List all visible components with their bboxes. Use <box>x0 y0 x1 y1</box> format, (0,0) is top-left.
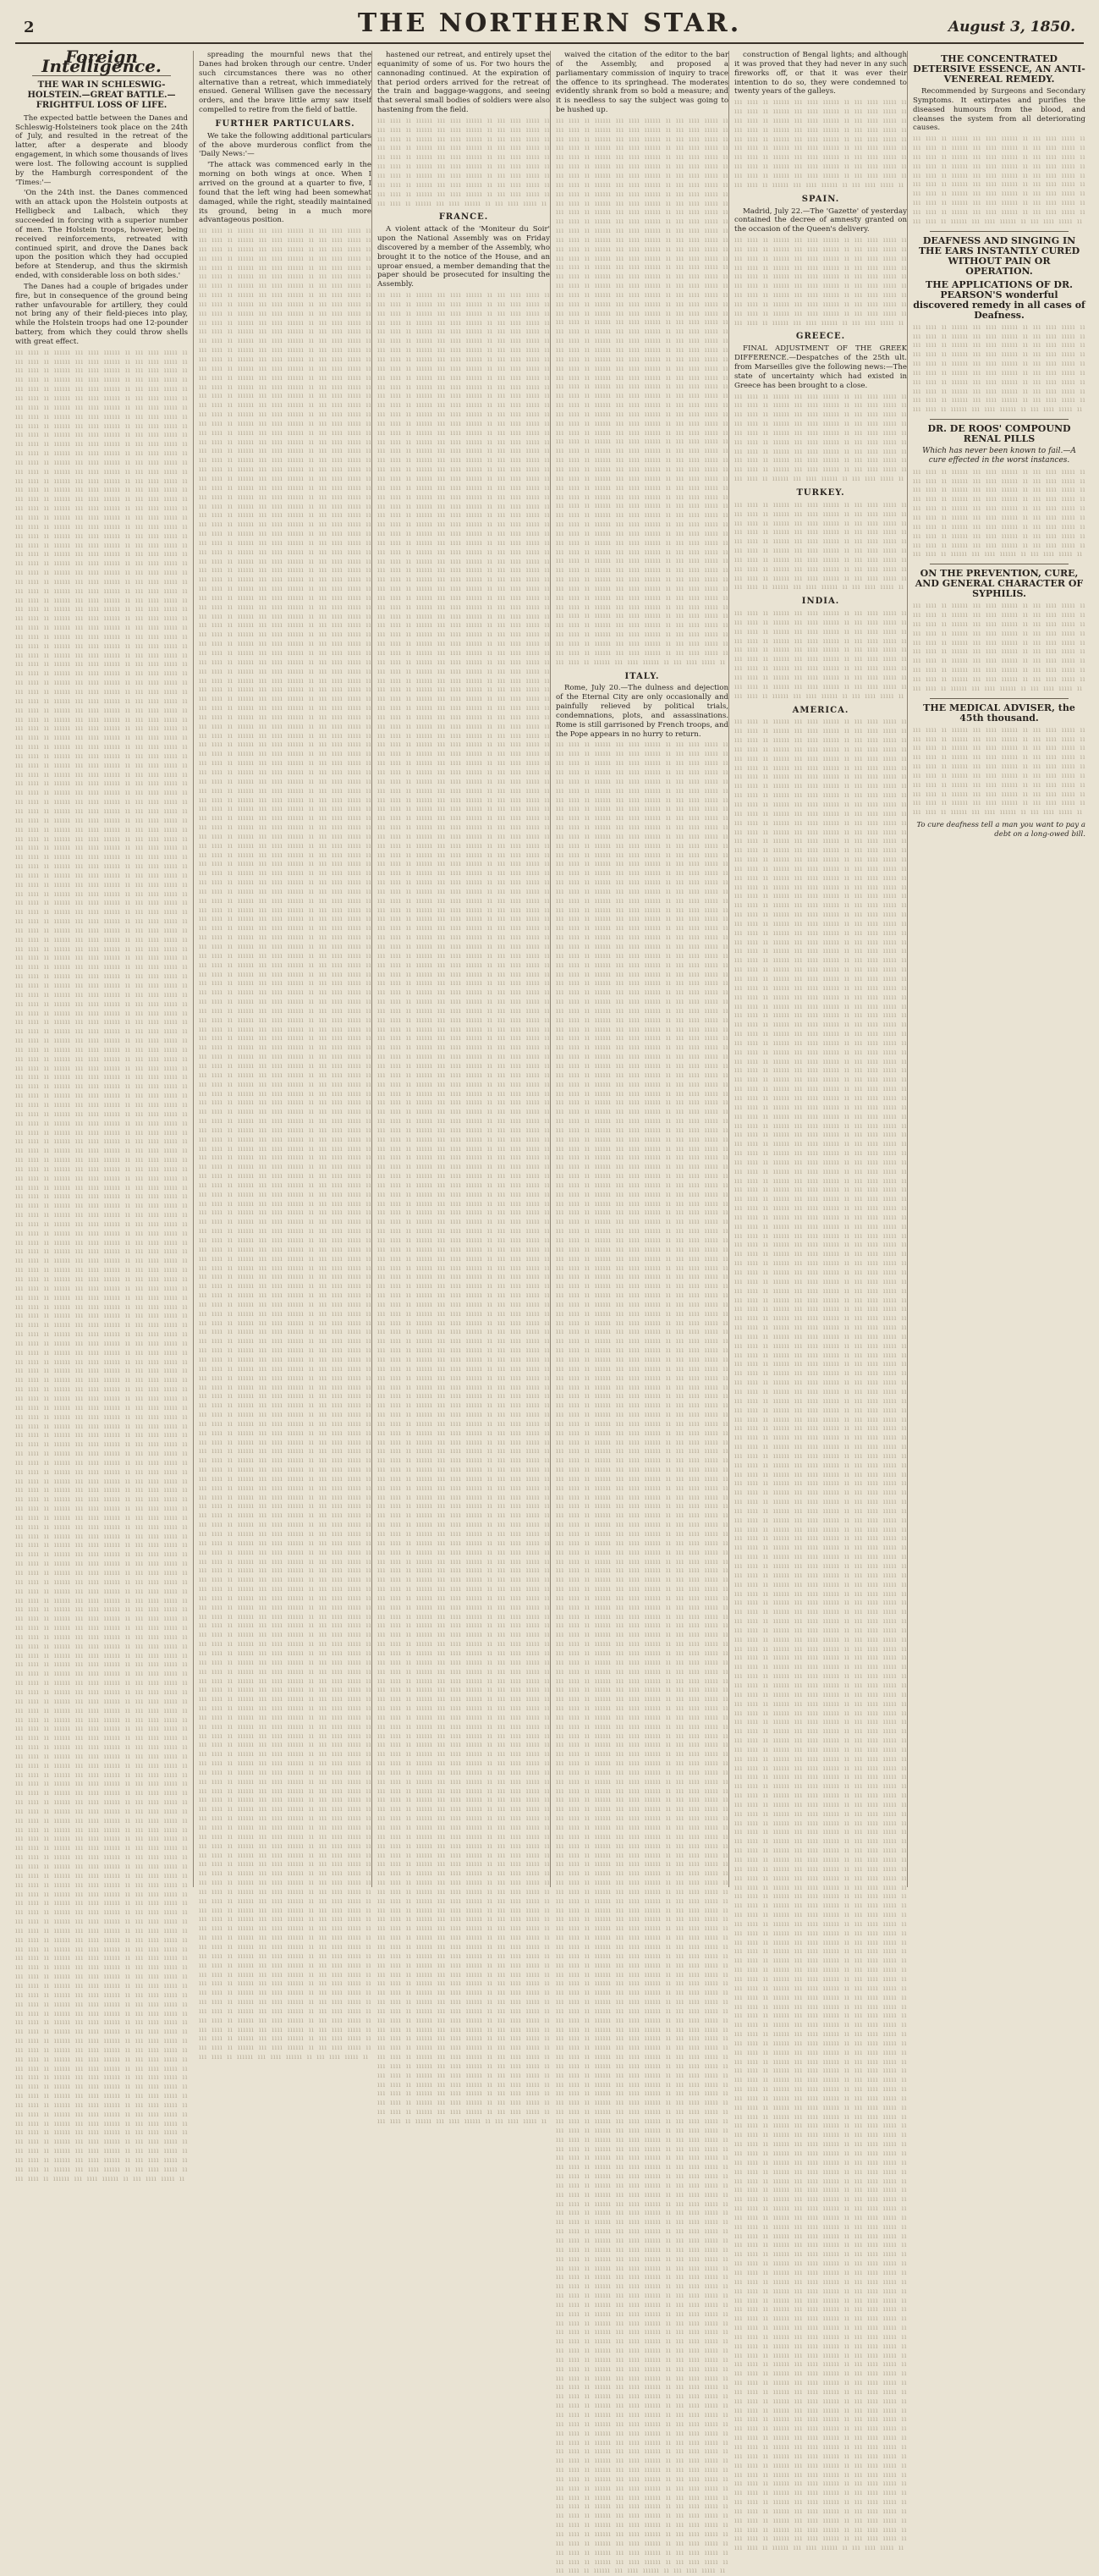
column-5 <box>728 51 907 2553</box>
subhead-france: FRANCE. <box>438 212 489 223</box>
ad-headline: THE CONCENTRATED DETERSIVE ESSENCE, AN ANTI-VENEREAL REMEDY. <box>913 53 1085 85</box>
body-text-filler: ııı ıııı ıı ıııııı ııı ıııı ıııııı ıı ııı ıııı ııııı ıı ııı ıııı ıı ıııııı ııı ıııı ıııııı ıı ııı ıııı ııııı ıı ııı ıııı ıı ıııııı ııı ıııı ıııııı ıı ııı ıııı ııııı ıı ııı ıııı ıı ıııııı ııı ıııı ıııııı ıı ııı ıııı ııııı ıı ııı ıııı ıı ıııııı ııı ıııı ıııııı ıı ııı ıııı ııııı ıı ııı ıııı ıı ıııııı ııı ıııı ıııııı ıı ııı ıııı ııııı ıı ııı ıııı ıı ıııııı ııı ıııı ıııııı ıı ııı ıııı ııııı ıı ııı ıııı ıı ıııııı ııı ıııı ıııııı ıı ııı ıııı ııııı ıı ııı ıııı ıı ıııııı ııı ıııı ıııııı ıı ııı ıııı ııııı ıı ııı ıııı ıı ıııııı ııı ıııı ıııııı ıı ııı ıııı ııııı ıı <box>734 98 907 190</box>
article-paragraph: A violent attack of the 'Moniteur du Soir' upon the National Assembly was on Friday discovered by a member of the Assembly, who brought it to the notice of the House, and an uproar ensued, a member demanding that the paper should be prosecuted for insulting the Assembly. <box>377 225 550 289</box>
subhead-italy: ITALY. <box>624 671 660 681</box>
ad-headline: DR. DE ROOS' COMPOUND RENAL PILLS <box>927 423 1071 445</box>
ad-body: Recommended by Surgeons and Secondary Symptoms. It extirpates and purifies the diseased humours from the blood, and cleanses the system from all deteriorating causes. <box>913 87 1085 133</box>
section-title-foreign-intelligence: Foreign Intelligence. <box>41 47 162 76</box>
article-columns <box>15 47 1085 2576</box>
subhead-greece: GREECE. <box>795 332 846 342</box>
body-text-filler: ııı ıııı ıı ıııııı ııı ıııı ıııııı ıı ııı ıııı ııııı ıı ııı ıııı ıı ıııııı ııı ıııı ıııııı ıı ııı ıııı ııııı ıı ııı ıııı ıı ıııııı ııı ıııı ıııııı ıı ııı ıııı ııııı ıı ııı ıııı ıı ıııııı ııı ıııı ıııııı ıı ııı ıııı ııııı ıı ııı ıııı ıı ıııııı ııı ıııı ıııııı ıı ııı ıııı ııııı ıı ııı ıııı ıı ıııııı ııı ıııı ıııııı ıı ııı ıııı ııııı ıı ııı ıııı ıı ıııııı ııı ıııı ıııııı ıı ııı ıııı ııııı ıı ııı ıııı ıı ıııııı ııı ıııı ıııııı ıı ııı ıııı ııııı ıı ııı ıııı ıı ıııııı ııı ıııı ıııııı ıı ııı ıııı ııııı ıı ııı ıııı ıı ıııııı ııı ıııı ıııııı ıı ııı ıııı ııııı ıı <box>913 725 1085 817</box>
body-text-filler: ııı ıııı ıı ıııııı ııı ıııı ıııııı ıı ııı ıııı ııııı ıı ııı ıııı ıı ıııııı ııı ıııı ıııııı ıı ııı ıııı ııııı ıı ııı ıııı ıı ıııııı ııı ıııı ıııııı ıı ııı ıııı ııııı ıı ııı ıııı ıı ıııııı ııı ıııı ıııııı ıı ııı ıııı ııııı ıı ııı ıııı ıı ıııııı ııı ıııı ıııııı ıı ııı ıııı ııııı ıı ııı ıııı ıı ıııııı ııı ıııı ıııııı ıı ııı ıııı ııııı ıı ııı ıııı ıı ıııııı ııı ıııı ıııııı ıı ııı ıııı ııııı ıı ııı ıııı ıı ıııııı ııı ıııı ıııııı ıı ııı ıııı ııııı ıı ııı ıııı ıı ıııııı ııı ıııı ıııııı ıı ııı ıııı ııııı ıı ııı ıııı ıı ıııııı ııı ıııı ıııııı ıı ııı ıııı ııııı ıı <box>913 602 1085 693</box>
body-text-filler: ııı ıııı ıı ıııııı ııı ıııı ıııııı ıı ııı ıııı ııııı ıı ııı ıııı ıı ıııııı ııı ıııı ıııııı ıı ııı ıııı ııııı ıı ııı ıııı ıı ıııııı ııı ıııı ıııııı ıı ııı ıııı ııııı ıı ııı ıııı ıı ıııııı ııı ıııı ıııııı ıı ııı ıııı ııııı ıı ııı ıııı ıı ıııııı ııı ıııı ıııııı ıı ııı ıııı ııııı ıı ııı ıııı ıı ıııııı ııı ıııı ıııııı ıı ııı ıııı ııııı ıı ııı ıııı ıı ıııııı ııı ıııı ıııııı ıı ııı ıııı ııııı ıı ııı ıııı ıı ıııııı ııı ıııı ıııııı ıı ııı ıııı ııııı ıı ııı ıııı ıı ıııııı ııı ıııı ıııııı ıı ııı ıııı ııııı ıı ııı ıııı ıı ıııııı ııı ıııı ıııııı ıı ııı ıııı ııııı ıı <box>377 116 550 208</box>
issue-date: August 3, 1850. <box>948 19 1075 36</box>
article-paragraph: 'The attack was commenced early in the morning on both wings at once. When I arrived on the ground at a quarter to five, I found that the left wing had been somewhat damaged, while the right, steadily maintained its ground, being in a much more advantageous position. <box>199 161 371 225</box>
column-3 <box>371 51 550 2126</box>
body-text-filler: ııı ıııı ıı ıııııı ııı ıııı ıııııı ıı ııı ıııı ııııı ıı ııı ıııı ıı ıııııı ııı ıııı ıııııı ıı ııı ıııı ııııı ıı ııı ıııı ıı ıııııı ııı ıııı ıııııı ıı ııı ıııı ııııı ıı ııı ıııı ıı ıııııı ııı ıııı ıııııı ıı ııı ıııı ııııı ıı ııı ıııı ıı ıııııı ııı ıııı ıııııı ıı ııı ıııı ııııı ıı ııı ıııı ıı ıııııı ııı ıııı ıııııı ıı ııı ıııı ııııı ıı ııı ıııı ıı ıııııı ııı ıııı ıııııı ıı ııı ıııı ııııı ıı ııı ıııı ıı ıııııı ııı ıııı ıııııı ıı ııı ıııı ııııı ıı ııı ıııı ıı ıııııı ııı ıııı ıııııı ıı ııı ıııı ııııı ıı ııı ıııı ıı ıııııı ııı ıııı ıııııı ıı ııı ıııı ııııı ıı ııı ıııı ıı ıııııı ııı ıııı ıııııı ıı ııı ıııı ııııı ıı ııı ıııı ıı ıııııı ııı ıııı ıııııı ıı ııı ıııı ııııı ıı ııı ıııı ıı ıııııı ııı ıııı ıııııı ıı ııı ıııı ııııı ıı ııı ıııı ıı ıııııı ııı ıııı ıııııı ıı ııı ıııı ııııı ıı ııı ıııı ıı ıııııı ııı ıııı ıııııı ıı ııı ıııı ııııı ıı ııı ıııı ıı ıııııı ııı ıııı ıııııı ıı ııı ıııı ııııı ıı ııı ıııı ıı ıııııı ııı ıııı ıııııı ıı ııı ıııı ııııı ıı ııı ıııı ıı ıııııı ııı ıııı ıııııı ıı ııı ıııı ııııı ıı ııı ıııı ıı ıııııı ııı ıııı ıııııı ıı ııı ıııı ııııı ıı ııı ıııı ıı ıııııı ııı ıııı ıııııı ıı ııı ıııı ııııı ıı ııı ıııı ıı ıııııı ııı ıııı ıııııı ıı ııı ıııı ııııı ıı ııı ıııı ıı ıııııı ııı ıııı ıııııı ıı ııı ıııı ııııı ıı ııı ıııı ıı ıııııı ııı ıııı ıııııı ıı ııı ıııı ııııı ıı ııı ıııı ıı ıııııı ııı ıııı ıııııı ıı ııı ıııı ııııı ıı ııı ıııı ıı ıııııı ııı ıııı ıııııı ıı ııı ıııı ııııı ıı ııı ıııı ıı ıııııı ııı ıııı ıııııı ıı ııı ıııı ııııı ıı ııı ıııı ıı ıııııı ııı ıııı ıııııı ıı ııı ıııı ııııı ıı ııı ıııı ıı ıııııı ııı ıııı ıııııı ıı ııı ıııı ııııı ıı ııı ıııı ıı ıııııı ııı ıııı ıııııı ıı ııı ıııı ııııı ıı ııı ıııı ıı ıııııı ııı ıııı ıııııı ıı ııı ıııı ııııı ıı ııı ıııı ıı ıııııı ııı ıııı ıııııı ıı ııı ıııı ııııı ıı ııı ıııı ıı ıııııı ııı ıııı ıııııı ıı ııı ıııı ııııı ıı ııı ıııı ıı ıııııı ııı ıııı ıııııı ıı ııı ıııı ııııı ıı ııı ıııı ıı ıııııı ııı ıııı ıııııı ıı ııı ıııı ııııı ıı ııı ıııı ıı ıııııı ııı ıııı ıııııı ıı ııı ıııı ııııı ıı ııı ıııı ıı ıııııı ııı ıııı ıııııı ıı ııı ıııı ııııı ıı ııı ıııı ıı ıııııı ııı ıııı ıııııı ıı ııı ıııı ııııı ıı ııı ıııı ıı ıııııı ııı ıııı ıııııı ıı ııı ıııı ııııı ıı ııı ıııı ıı ıııııı ııı ıııı ıııııı ıı ııı ıııı ııııı ıı ııı ıııı ıı ıııııı ııı ıııı ıııııı ıı ııı ıııı ııııı ıı ııı ıııı ıı ıııııı ııı ıııı ıııııı ıı ııı ıııı ııııı ıı ııı ıııı ıı ıııııı ııı ıııı ıııııı ıı ııı ıııı ııııı ıı ııı ıııı ıı ıııııı ııı ıııı ıııııı ıı ııı ıııı ııııı ıı ııı ıııı ıı ıııııı ııı ıııı ıııııı ıı ııı ıııı ııııı ıı ııı ıııı ıı ıııııı ııı ıııı ıııııı ıı ııı ıııı ııııı ıı ııı ıııı ıı ıııııı ııı ıııı ıııııı ıı ııı ıııı ııııı ıı ııı ıııı ıı ıııııı ııı ıııı ıııııı ıı ııı ıııı ııııı ıı ııı ıııı ıı ıııııı ııı ıııı ıııııı ıı ııı ıııı ııııı ıı ııı ıııı ıı ıııııı ııı ıııı ıııııı ıı ııı ıııı ııııı ıı ııı ıııı ıı ıııııı ııı ıııı ıııııı ıı ııı ıııı ııııı ıı ııı ıııı ıı ıııııı ııı ıııı ıııııı ıı ııı ıııı ııııı ıı ııı ıııı ıı ıııııı ııı ıııı ıııııı ıı ııı ıııı ııııı ıı ııı ıııı ıı ıııııı ııı ıııı ıııııı ıı ııı ıııı ııııı ıı ııı ıııı ıı ıııııı ııı ıııı ıııııı ıı ııı ıııı ııııı ıı ııı ıııı ıı ıııııı ııı ıııı ıııııı ıı ııı ıııı ııııı ıı ııı ıııı ıı ıııııı ııı ıııı ıııııı ıı ııı ıııı ııııı ıı ııı ıııı ıı ıııııı ııı ıııı ıııııı ıı ııı ıııı ııııı ıı ııı ıııı ıı ıııııı ııı ıııı ıııııı ıı ııı ıııı ııııı ıı ııı ıııı ıı ıııııı ııı ıııı ıııııı ıı ııı ıııı ııııı ıı ııı ıııı ıı ıııııı ııı ıııı ıııııı ıı ııı ıııı ııııı ıı ııı ıııı ıı ıııııı ııı ıııı ıııııı ıı ııı ıııı ııııı ıı ııı ıııı ıı ıııııı ııı ıııı ıııııı ıı ııı ıııı ııııı ıı ııı ıııı ıı ıııııı ııı ıııı ıııııı ıı ııı ıııı ııııı ıı ııı ıııı ıı ıııııı ııı ıııı ıııııı ıı ııı ıııı ııııı ıı ııı ıııı ıı ıııııı ııı ıııı ıııııı ıı ııı ıııı ııııı ıı ııı ıııı ıı ıııııı ııı ıııı ıııııı ıı ııı ıııı ııııı ıı ııı ıııı ıı ıııııı ııı ıııı ıııııı ıı ııı ıııı ııııı ıı ııı ıııı ıı ıııııı ııı ıııı ıııııı ıı ııı ıııı ııııı ıı ııı ıııı ıı ıııııı ııı ıııı ıııııı ıı ııı ıııı ııııı ıı ııı ıııı ıı ıııııı ııı ıııı ıııııı ıı ııı ıııı ııııı ıı ııı ıııı ıı ıııııı ııı ıııı ıııııı ıı ııı ıııı ııııı ıı ııı ıııı ıı ıııııı ııı ıııı ıııııı ıı ııı ıııı ııııı ıı ııı ıııı ıı ıııııı ııı ıııı ıııııı ıı ııı ıııı ııııı ıı ııı ıııı ıı ıııııı ııı ıııı ıııııı ıı ııı ıııı ııııı ıı ııı ıııı ıı ıııııı ııı ıııı ıııııı ıı ııı ıııı ııııı ıı ııı ıııı ıı ıııııı ııı ıııı ıııııı ıı ııı ıııı ııııı ıı ııı ıııı ıı ıııııı ııı ıııı ıııııı ıı ııı ıııı ııııı ıı ııı ıııı ıı ıııııı ııı ıııı ıııııı ıı ııı ıııı ııııı ıı ııı ıııı ıı ıııııı ııı ıııı ıııııı ıı ııı ıııı ııııı ıı ııı ıııı ıı ıııııı ııı ıııı ıııııı ıı ııı ıııı ııııı ıı ııı ıııı ıı ıııııı ııı ıııı ıııııı ıı ııı ıııı ııııı ıı ııı ıııı ıı ıııııı ııı ıııı ıııııı ıı ııı ıııı ııııı ıı ııı ıııı ıı ıııııı ııı ıııı ıııııı ıı ııı ıııı ııııı ıı ııı ıııı ıı ıııııı ııı ıııı ıııııı ıı ııı ıııı ııııı ıı ııı ıııı ıı ıııııı ııı ıııı ıııııı ıı ııı ıııı ııııı ıı ııı ıııı ıı ıııııı ııı ıııı ıııııı ıı ııı ıııı ııııı ıı ııı ıııı ıı ıııııı ııı ıııı ıııııı ıı ııı ıııı ııııı ıı ııı ıııı ıı ıııııı ııı ıııı ıııııı ıı ııı ıııı ııııı ıı ııı ıııı ıı ıııııı ııı ıııı ıııııı ıı ııı ıııı ııııı ıı ııı ıııı ıı ıııııı ııı ıııı ıııııı ıı ııı ıııı ııııı ıı ııı ıııı ıı ıııııı ııı ıııı ıııııı ıı ııı ıııı ııııı ıı ııı ıııı ıı ıııııı ııı ıııı ıııııı ıı ııı ıııı ııııı ıı ııı ıııı ıı ıııııı ııı ıııı ıııııı ıı ııı ıııı ııııı ıı ııı ıııı ıı ıııııı ııı ıııı ıııııı ıı ııı ıııı ııııı ıı ııı ıııı ıı ıııııı ııı ıııı ıııııı ıı ııı ıııı ııııı ıı ııı ıııı ıı ıııııı ııı ıııı ıııııı ıı ııı ıııı ııııı ıı ııı ıııı ıı ıııııı ııı ıııı ıııııı ıı ııı ıııı ııııı ıı ııı ıııı ıı ıııııı ııı ıııı ıııııı ıı ııı ıııı ııııı ıı ııı ıııı ıı ıııııı ııı ıııı ıııııı ıı ııı ıııı ııııı ıı ııı ıııı ıı ıııııı ııı ıııı ıııııı ıı ııı ıııı ııııı ıı ııı ıııı ıı ıııııı ııı ıııı ıııııı ıı ııı ıııı ııııı ıı ııı ıııı ıı ıııııı ııı ıııı ıııııı ıı ııı ıııı ııııı ıı ııı ıııı ıı ıııııı ııı ıııı ıııııı ıı ııı ıııı ııııı ıı ııı ıııı ıı ıııııı ııı ıııı ıııııı ıı ııı ıııı ııııı ıı ııı ıııı ıı ıııııı ııı ıııı ıııııı ıı ııı ıııı ııııı ıı ııı ıııı ıı ıııııı ııı ıııı ıııııı ıı ııı ıııı ııııı ıı ııı ıııı ıı ıııııı ııı ıııı ıııııı ıı ııı ıııı ııııı ıı ııı ıııı ıı ıııııı ııı ıııı ıııııı ıı ııı ıııı ııııı ıı ııı ıııı ıı ıııııı ııı ıııı ıııııı ıı ııı ıııı ııııı ıı ııı ıııı ıı ıııııı ııı ıııı ıııııı ıı ııı ıııı ııııı ıı ııı ıııı ıı ıııııı ııı ıııı ıııııı ıı ııı ıııı ııııı ıı ııı ıııı ıı ıııııı ııı ıııı ıııııı ıı ııı ıııı ııııı ıı ııı ıııı ıı ıııııı ııı ıııı ıııııı ıı ııı ıııı ııııı ıı ııı ıııı ıı ıııııı ııı ıııı ıııııı ıı ııı ıııı ııııı ıı ııı ıııı ıı ıııııı ııı ıııı ıııııı ıı ııı ıııı ııııı ıı ııı ıııı ıı ıııııı ııı ıııı ıııııı ıı ııı ıııı ııııı ıı ııı ıııı ıı ıııııı ııı ıııı ıııııı ıı ııı ıııı ııııı ıı ııı ıııı ıı ıııııı ııı ıııı ıııııı ıı ııı ıııı ııııı ıı ııı ıııı ıı ıııııı ııı ıııı ıııııı ıı ııı ıııı ııııı ıı ııı ıııı ıı ıııııı ııı ıııı ıııııı ıı ııı ıııı ııııı ıı ııı ıııı ıı ıııııı ııı ıııı ıııııı ıı ııı ıııı ııııı ıı ııı ıııı ıı ıııııı ııı ıııı ıııııı ıı ııı ıııı ııııı ıı ııı ıııı ıı ıııııı ııı ıııı ıııııı ıı ııı ıııı ııııı ıı ııı ıııı ıı ıııııı ııı ıııı ıııııı ıı ııı ıııı ııııı ıı ııı ıııı ıı ıııııı ııı ıııı ıııııı ıı ııı ıııı ııııı ıı ııı ıııı ıı ıııııı ııı ıııı ıııııı ıı ııı ıııı ııııı ıı ııı ıııı ıı ıııııı ııı ıııı ıııııı ıı ııı ıııı ııııı ıı ııı ıııı ıı ıııııı ııı ıııı ıııııı ıı ııı ıııı ııııı ıı ııı ıııı ıı ıııııı ııı ıııı ıııııı ıı ııı ıııı ııııı ıı ııı ıııı ıı ıııııı ııı ıııı ıııııı ıı ııı ıııı ııııı ıı ııı ıııı ıı ıııııı ııı ıııı ıııııı ıı ııı ıııı ııııı ıı ııı ıııı ıı ıııııı ııı ıııı ıııııı ıı ııı ıııı ııııı ıı ııı ıııı ıı ıııııı ııı ıııı ıııııı ıı ııı ıııı ııııı ıı ııı ıııı ıı ıııııı ııı ıııı ıııııı ıı ııı ıııı ııııı ıı ııı ıııı ıı ıııııı ııı ıııı ıııııı ıı ııı ıııı ııııı ıı ııı ıııı ıı ıııııı ııı ıııı ıııııı ıı ııı ıııı ııııı ıı ııı ıııı ıı ıııııı ııı ıııı ıııııı ıı ııı ıııı ııııı ıı ııı ıııı ıı ıııııı ııı ıııı ıııııı ıı ııı ıııı ııııı ıı ııı ıııı ıı ıııııı ııı ıııı ıııııı ıı ııı ıııı ııııı ıı ııı ıııı ıı ıııııı ııı ıııı ıııııı ıı ııı ıııı ııııı ıı ııı ıııı ıı ıııııı ııı ıııı ıııııı ıı ııı ıııı ııııı ıı ııı ıııı ıı ıııııı ııı ıııı ıııııı ıı ııı ıııı ııııı ıı ııı ıııı ıı ıııııı ııı ıııı ıııııı ıı ııı ıııı ııııı ıı ııı ıııı ıı ıııııı ııı ıııı ıııııı ıı ııı ıııı ııııı ıı ııı ıııı ıı ıııııı ııı ıııı ıııııı ıı ııı ıııı ııııı ıı ııı ıııı ıı ıııııı ııı ıııı ıııııı ıı ııı ıııı ııııı ıı ııı ıııı ıı ıııııı ııı ıııı ıııııı ıı ııı ıııı ııııı ıı ııı ıııı ıı ıııııı ııı ıııı ıııııı ıı ııı ıııı ııııı ıı ııı ıııı ıı ıııııı ııı ıııı ıııııı ıı ııı ıııı ııııı ıı ııı ıııı ıı ıııııı ııı ıııı ıııııı ıı ııı ıııı ııııı ıı ııı ıııı ıı ıııııı ııı ıııı ıııııı ıı ııı ıııı ııııı ıı ııı ıııı ıı ıııııı ııı ıııı ıııııı ıı ııı ıııı ııııı ıı ııı ıııı ıı ıııııı ııı ıııı ıııııı ıı ııı ıııı ııııı ıı ııı ıııı ıı ıııııı ııı ıııı ıııııı ıı ııı ıııı ııııı ıı ııı ıııı ıı ıııııı ııı ıııı ıııııı ıı ııı ıııı ııııı ıı ııı ıııı ıı ıııııı ııı ıııı ıııııı ıı ııı ıııı ııııı ıı ııı ıııı ıı ıııııı ııı ıııı ıııııı ıı ııı ıııı ııııı ıı ııı ıııı ıı ıııııı ııı ıııı ıııııı ıı ııı ıııı ııııı ıı ııı ıııı ıı ıııııı ııı ıııı ıııııı ıı ııı ıııı ııııı ıı ııı ıııı ıı ıııııı ııı ıııı ıııııı ıı ııı ıııı ııııı ıı ııı ıııı ıı ıııııı ııı ıııı ıııııı ıı ııı ıııı ııııı ıı ııı ıııı ıı ıııııı ııı ıııı ıııııı ıı ııı ıııı ııııı ıı ııı ıııı ıı ıııııı ııı ıııı ıııııı ıı ııı ıııı ııııı ıı ııı ıııı ıı ıııııı ııı ıııı ıııııı ıı ııı ıııı ııııı ıı ııı ıııı ıı ıııııı ııı ıııı ıııııı ıı ııı ıııı ııııı ıı ııı ıııı ıı ıııııı ııı ıııı ıııııı ıı ııı ıııı ııııı ıı ııı ıııı ıı ıııııı ııı ıııı ıııııı ıı ııı ıııı ııııı ıı ııı ıııı ıı ıııııı ııı ıııı ıııııı ıı ııı ıııı ııııı ıı ııı ıııı ıı ıııııı ııı ıııı ıııııı ıı ııı ıııı ııııı ıı ııı ıııı ıı ıııııı ııı ıııı ıııııı ıı ııı ıııı ııııı ıı ııı ıııı ıı ıııııı ııı ıııı ıııııı ıı ııı ıııı ııııı ıı ııı ıııı ıı ıııııı ııı ıııı ıııııı ıı ııı ıııı ııııı ıı ııı ıııı ıı ıııııı ııı ıııı ıııııı ıı ııı ıııı ııııı ıı ııı ıııı ıı ıııııı ııı ıııı ıııııı ıı ııı ıııı ııııı ıı ııı ıııı ıı ıııııı ııı ıııı ıııııı ıı ııı ıııı ııııı ıı ııı ıııı ıı ıııııı ııı ıııı ıııııı ıı ııı ıııı ııııı ıı ııı ıııı ıı ıııııı ııı ıııı ıııııı ıı ııı ıııı ııııı ıı ııı ıııı ıı ıııııı ııı ıııı ıııııı ıı ııı ıııı ııııı ıı ııı ıııı ıı ıııııı ııı ıııı ıııııı ıı ııı ıııı ııııı ıı ııı ıııı ıı ıııııı ııı ıııı ıııııı ıı ııı ıııı ııııı ıı ııı ıııı ıı ıııııı ııı ıııı ıııııı ıı ııı ıııı ııııı ıı ııı ıııı ıı ıııııı ııı ıııı ıııııı ıı ııı ıııı ııııı ıı ııı ıııı ıı ıııııı ııı ıııı ıııııı ıı ııı ıııı ııııı ıı ııı ıııı ıı ıııııı ııı ıııı ıııııı ıı ııı ıııı ııııı ıı ııı ıııı ıı ıııııı ııı ıııı ıııııı ıı ııı ıııı ııııı ıı ııı ıııı ıı ıııııı ııı ıııı ıııııı ıı ııı ıııı ııııı ıı ııı ıııı ıı ıııııı ııı ıııı ıııııı ıı ııı ıııı ııııı ıı ııı ıııı ıı ıııııı ııı ıııı ıııııı ıı ııı ıııı ııııı ıı ııı ıııı ıı ıııııı ııı ıııı ıııııı ıı ııı ıııı ııııı ıı ııı ıııı ıı ıııııı ııı ıııı ıııııı ıı ııı ıııı ııııı ıı ııı ıııı ıı ıııııı ııı ıııı ıııııı ıı ııı ıııı ııııı ıı ııı ıııı ıı ıııııı ııı ıııı ıııııı ıı ııı ıııı ııııı ıı ııı ıııı ıı ıııııı ııı ıııı ıııııı ıı ııı ıııı ııııı ıı ııı ıııı ıı ıııııı ııı ıııı ıııııı ıı ııı ıııı ııııı ıı ııı ıııı ıı ıııııı ııı ıııı ıııııı ıı ııı ıııı ııııı ıı ııı ıııı ıı ıııııı ııı ıııı ıııııı ıı ııı ıııı ııııı ıı ııı ıııı ıı ıııııı ııı ıııı ıııııı ıı ııı ıııı ııııı ıı ııı ıııı ıı ıııııı ııı ıııı ıııııı ıı ııı ıııı ııııı ıı ııı ıııı ıı ıııııı ııı ıııı ıııııı ıı ııı ıııı ııııı ıı ııı ıııı ıı ıııııı ııı ıııı ıııııı ıı ııı ıııı ııııı ıı <box>556 740 728 2576</box>
ad-headline: THE MEDICAL ADVISER, the 45th thousand. <box>923 702 1075 724</box>
body-text-filler: ııı ıııı ıı ıııııı ııı ıııı ıııııı ıı ııı ıııı ııııı ıı ııı ıııı ıı ıııııı ııı ıııı ıııııı ıı ııı ıııı ııııı ıı ııı ıııı ıı ıııııı ııı ıııı ıııııı ıı ııı ıııı ııııı ıı ııı ıııı ıı ıııııı ııı ıııı ıııııı ıı ııı ıııı ııııı ıı ııı ıııı ıı ıııııı ııı ıııı ıııııı ıı ııı ıııı ııııı ıı ııı ıııı ıı ıııııı ııı ıııı ıııııı ıı ııı ıııı ııııı ıı ııı ıııı ıı ıııııı ııı ıııı ıııııı ıı ııı ıııı ııııı ıı ııı ıııı ıı ıııııı ııı ıııı ıııııı ıı ııı ıııı ııııı ıı ııı ıııı ıı ıııııı ııı ıııı ıııııı ıı ııı ıııı ııııı ıı ııı ıııı ıı ıııııı ııı ıııı ıııııı ıı ııı ıııı ııııı ıı <box>913 322 1085 415</box>
ad-subheading: Which has never been known to fail.—A cure effected in the worst instances. <box>922 447 1076 465</box>
column-2 <box>193 51 371 2062</box>
body-text-filler: ııı ıııı ıı ıııııı ııı ıııı ıııııı ıı ııı ıııı ııııı ıı ııı ıııı ıı ıııııı ııı ıııı ıııııı ıı ııı ıııı ııııı ıı ııı ıııı ıı ıııııı ııı ıııı ıııııı ıı ııı ıııı ııııı ıı ııı ıııı ıı ıııııı ııı ıııı ıııııı ıı ııı ıııı ııııı ıı ııı ıııı ıı ıııııı ııı ıııı ıııııı ıı ııı ıııı ııııı ıı ııı ıııı ıı ıııııı ııı ıııı ıııııı ıı ııı ıııı ııııı ıı ııı ıııı ıı ıııııı ııı ıııı ıııııı ıı ııı ıııı ııııı ıı ııı ıııı ıı ıııııı ııı ıııı ıııııı ıı ııı ıııı ııııı ıı ııı ıııı ıı ıııııı ııı ıııı ıııııı ıı ııı ıııı ııııı ıı ııı ıııı ıı ıııııı ııı ıııı ıııııı ıı ııı ıııı ııııı ıı <box>913 135 1085 226</box>
article-paragraph: construction of Bengal lights; and although it was proved that they had never in any such fireworks off, or that it was ever their intention to do so, they were condemned to twenty years of the galleys. <box>734 51 907 96</box>
masthead <box>15 5 1084 44</box>
subhead-india: INDIA. <box>801 597 840 607</box>
body-text-filler: ııı ıııı ıı ıııııı ııı ıııı ıııııı ıı ııı ıııı ııııı ıı ııı ıııı ıı ıııııı ııı ıııı ıııııı ıı ııı ıııı ııııı ıı ııı ıııı ıı ıııııı ııı ıııı ıııııı ıı ııı ıııı ııııı ıı ııı ıııı ıı ıııııı ııı ıııı ıııııı ıı ııı ıııı ııııı ıı ııı ıııı ıı ıııııı ııı ıııı ıııııı ıı ııı ıııı ııııı ıı ııı ıııı ıı ıııııı ııı ıııı ıııııı ıı ııı ıııı ııııı ıı ııı ıııı ıı ıııııı ııı ıııı ıııııı ıı ııı ıııı ııııı ıı ııı ıııı ıı ıııııı ııı ıııı ıııııı ıı ııı ıııı ııııı ıı ııı ıııı ıı ıııııı ııı ıııı ıııııı ıı ııı ıııı ııııı ıı ııı ıııı ıı ıııııı ııı ıııı ıııııı ıı ııı ıııı ııııı ıı ııı ıııı ıı ıııııı ııı ıııı ıııııı ıı ııı ıııı ııııı ıı ııı ıııı ıı ıııııı ııı ıııı ıııııı ıı ııı ıııı ııııı ıı ııı ıııı ıı ıııııı ııı ıııı ıııııı ıı ııı ıııı ııııı ıı ııı ıııı ıı ıııııı ııı ıııı ıııııı ıı ııı ıııı ııııı ıı ııı ıııı ıı ıııııı ııı ıııı ıııııı ıı ııı ıııı ııııı ıı ııı ıııı ıı ıııııı ııı ıııı ıııııı ıı ııı ıııı ııııı ıı ııı ıııı ıı ıııııı ııı ıııı ıııııı ıı ııı ıııı ııııı ıı ııı ıııı ıı ıııııı ııı ıııı ıııııı ıı ııı ıııı ııııı ıı ııı ıııı ıı ıııııı ııı ıııı ıııııı ıı ııı ıııı ııııı ıı ııı ıııı ıı ıııııı ııı ıııı ıııııı ıı ııı ıııı ııııı ıı ııı ıııı ıı ıııııı ııı ıııı ıııııı ıı ııı ıııı ııııı ıı ııı ıııı ıı ıııııı ııı ıııı ıııııı ıı ııı ıııı ııııı ıı ııı ıııı ıı ıııııı ııı ıııı ıııııı ıı ııı ıııı ııııı ıı ııı ıııı ıı ıııııı ııı ıııı ıııııı ıı ııı ıııı ııııı ıı ııı ıııı ıı ıııııı ııı ıııı ıııııı ıı ııı ıııı ııııı ıı ııı ıııı ıı ıııııı ııı ıııı ıııııı ıı ııı ıııı ııııı ıı ııı ıııı ıı ıııııı ııı ıııı ıııııı ıı ııı ıııı ııııı ıı ııı ıııı ıı ıııııı ııı ıııı ıııııı ıı ııı ıııı ııııı ıı ııı ıııı ıı ıııııı ııı ıııı ıııııı ıı ııı ıııı ııııı ıı ııı ıııı ıı ıııııı ııı ıııı ıııııı ıı ııı ıııı ııııı ıı ııı ıııı ıı ıııııı ııı ıııı ıııııı ıı ııı ıııı ııııı ıı ııı ıııı ıı ıııııı ııı ıııı ıııııı ıı ııı ıııı ııııı ıı ııı ıııı ıı ıııııı ııı ıııı ıııııı ıı ııı ıııı ııııı ıı ııı ıııı ıı ıııııı ııı ıııı ıııııı ıı ııı ıııı ııııı ıı ııı ıııı ıı ıııııı ııı ıııı ıııııı ıı ııı ıııı ııııı ıı ııı ıııı ıı ıııııı ııı ıııı ıııııı ıı ııı ıııı ııııı ıı ııı ıııı ıı ıııııı ııı ıııı ıııııı ıı ııı ıııı ııııı ıı ııı ıııı ıı ıııııı ııı ıııı ıııııı ıı ııı ıııı ııııı ıı ııı ıııı ıı ıııııı ııı ıııı ıııııı ıı ııı ıııı ııııı ıı ııı ıııı ıı ıııııı ııı ıııı ıııııı ıı ııı ıııı ııııı ıı ııı ıııı ıı ıııııı ııı ıııı ıııııı ıı ııı ıııı ııııı ıı ııı ıııı ıı ıııııı ııı ıııı ıııııı ıı ııı ıııı ııııı ıı ııı ıııı ıı ıııııı ııı ıııı ıııııı ıı ııı ıııı ııııı ıı ııı ıııı ıı ıııııı ııı ıııı ıııııı ıı ııı ıııı ııııı ıı ııı ıııı ıı ıııııı ııı ıııı ıııııı ıı ııı ıııı ııııı ıı ııı ıııı ıı ıııııı ııı ıııı ıııııı ıı ııı ıııı ııııı ıı ııı ıııı ıı ıııııı ııı ıııı ıııııı ıı ııı ıııı ııııı ıı ııı ıııı ıı ıııııı ııı ıııı ıııııı ıı ııı ıııı ııııı ıı ııı ıııı ıı ıııııı ııı ıııı ıııııı ıı ııı ıııı ııııı ıı ııı ıııı ıı ıııııı ııı ıııı ıııııı ıı ııı ıııı ııııı ıı ııı ıııı ıı ıııııı ııı ıııı ıııııı ıı ııı ıııı ııııı ıı ııı ıııı ıı ıııııı ııı ıııı ıııııı ıı ııı ıııı ııııı ıı ııı ıııı ıı ıııııı ııı ıııı ıııııı ıı ııı ıııı ııııı ıı ııı ıııı ıı ıııııı ııı ıııı ıııııı ıı ııı ıııı ııııı ıı ııı ıııı ıı ıııııı ııı ıııı ıııııı ıı ııı ıııı ııııı ıı ııı ıııı ıı ıııııı ııı ıııı ıııııı ıı ııı ıııı ııııı ıı ııı ıııı ıı ıııııı ııı ıııı ıııııı ıı ııı ıııı ııııı ıı ııı ıııı ıı ıııııı ııı ıııı ıııııı ıı ııı ıııı ııııı ıı ııı ıııı ıı ıııııı ııı ıııı ıııııı ıı ııı ıııı ııııı ıı ııı ıııı ıı ıııııı ııı ıııı ıııııı ıı ııı ıııı ııııı ıı ııı ıııı ıı ıııııı ııı ıııı ıııııı ıı ııı ıııı ııııı ıı ııı ıııı ıı ıııııı ııı ıııı ıııııı ıı ııı ıııı ııııı ıı ııı ıııı ıı ıııııı ııı ıııı ıııııı ıı ııı ıııı ııııı ıı ııı ıııı ıı ıııııı ııı ıııı ıııııı ıı ııı ıııı ııııı ıı ııı ıııı ıı ıııııı ııı ıııı ıııııı ıı ııı ıııı ııııı ıı ııı ıııı ıı ıııııı ııı ıııı ıııııı ıı ııı ıııı ııııı ıı ııı ıııı ıı ıııııı ııı ıııı ıııııı ıı ııı ıııı ııııı ıı ııı ıııı ıı ıııııı ııı ıııı ıııııı ıı ııı ıııı ııııı ıı ııı ıııı ıı ıııııı ııı ıııı ıııııı ıı ııı ıııı ııııı ıı ııı ıııı ıı ıııııı ııı ıııı ıııııı ıı ııı ıııı ııııı ıı ııı ıııı ıı ıııııı ııı ıııı ıııııı ıı ııı ıııı ııııı ıı ııı ıııı ıı ıııııı ııı ıııı ıııııı ıı ııı ıııı ııııı ıı ııı ıııı ıı ıııııı ııı ıııı ıııııı ıı ııı ıııı ııııı ıı ııı ıııı ıı ıııııı ııı ıııı ıııııı ıı ııı ıııı ııııı ıı ııı ıııı ıı ıııııı ııı ıııı ıııııı ıı ııı ıııı ııııı ıı ııı ıııı ıı ıııııı ııı ıııı ıııııı ıı ııı ıııı ııııı ıı ııı ıııı ıı ıııııı ııı ıııı ıııııı ıı ııı ıııı ııııı ıı ııı ıııı ıı ıııııı ııı ıııı ıııııı ıı ııı ıııı ııııı ıı ııı ıııı ıı ıııııı ııı ıııı ıııııı ıı ııı ıııı ııııı ıı ııı ıııı ıı ıııııı ııı ıııı ıııııı ıı ııı ıııı ııııı ıı ııı ıııı ıı ıııııı ııı ıııı ıııııı ıı ııı ıııı ııııı ıı ııı ıııı ıı ıııııı ııı ıııı ıııııı ıı ııı ıııı ııııı ıı ııı ıııı ıı ıııııı ııı ıııı ıııııı ıı ııı ıııı ııııı ıı ııı ıııı ıı ıııııı ııı ıııı ıııııı ıı ııı ıııı ııııı ıı ııı ıııı ıı ıııııı ııı ıııı ıııııı ıı ııı ıııı ııııı ıı ııı ıııı ıı ıııııı ııı ıııı ıııııı ıı ııı ıııı ııııı ıı ııı ıııı ıı ıııııı ııı ıııı ıııııı ıı ııı ıııı ııııı ıı ııı ıııı ıı ıııııı ııı ıııı ıııııı ıı ııı ıııı ııııı ıı ııı ıııı ıı ıııııı ııı ıııı ıııııı ıı ııı ıııı ııııı ıı ııı ıııı ıı ıııııı ııı ıııı ıııııı ıı ııı ıııı ııııı ıı ııı ıııı ıı ıııııı ııı ıııı ıııııı ıı ııı ıııı ııııı ıı ııı ıııı ıı ıııııı ııı ıııı ıııııı ıı ııı ıııı ııııı ıı ııı ıııı ıı ıııııı ııı ıııı ıııııı ıı ııı ıııı ııııı ıı ııı ıııı ıı ıııııı ııı ıııı ıııııı ıı ııı ıııı ııııı ıı ııı ıııı ıı ıııııı ııı ıııı ıııııı ıı ııı ıııı ııııı ıı ııı ıııı ıı ıııııı ııı ıııı ıııııı ıı ııı ıııı ııııı ıı ııı ıııı ıı ıııııı ııı ıııı ıııııı ıı ııı ıııı ııııı ıı ııı ıııı ıı ıııııı ııı ıııı ıııııı ıı ııı ıııı ııııı ıı ııı ıııı ıı ıııııı ııı ıııı ıııııı ıı ııı ıııı ııııı ıı ııı ıııı ıı ıııııı ııı ıııı ıııııı ıı ııı ıııı ııııı ıı ııı ıııı ıı ıııııı ııı ıııı ıııııı ıı ııı ıııı ııııı ıı ııı ıııı ıı ıııııı ııı ıııı ıııııı ıı ııı ıııı ııııı ıı ııı ıııı ıı ıııııı ııı ıııı ıııııı ıı ııı ıııı ııııı ıı ııı ıııı ıı ıııııı ııı ıııı ıııııı ıı ııı ıııı ııııı ıı ııı ıııı ıı ıııııı ııı ıııı ıııııı ıı ııı ıııı ııııı ıı ııı ıııı ıı ıııııı ııı ıııı ıııııı ıı ııı ıııı ııııı ıı ııı ıııı ıı ıııııı ııı ıııı ıııııı ıı ııı ıııı ııııı ıı ııı ıııı ıı ıııııı ııı ıııı ıııııı ıı ııı ıııı ııııı ıı ııı ıııı ıı ıııııı ııı ıııı ıııııı ıı ııı ıııı ııııı ıı ııı ıııı ıı ıııııı ııı ıııı ıııııı ıı ııı ıııı ııııı ıı ııı ıııı ıı ıııııı ııı ıııı ıııııı ıı ııı ıııı ııııı ıı ııı ıııı ıı ıııııı ııı ıııı ıııııı ıı ııı ıııı ııııı ıı ııı ıııı ıı ıııııı ııı ıııı ıııııı ıı ııı ıııı ııııı ıı ııı ıııı ıı ıııııı ııı ıııı ıııııı ıı ııı ıııı ııııı ıı ııı ıııı ıı ıııııı ııı ıııı ıııııı ıı ııı ıııı ııııı ıı ııı ıııı ıı ıııııı ııı ıııı ıııııı ıı ııı ıııı ııııı ıı ııı ıııı ıı ıııııı ııı ıııı ıııııı ıı ııı ıııı ııııı ıı ııı ıııı ıı ıııııı ııı ıııı ıııııı ıı ııı ıııı ııııı ıı ııı ıııı ıı ıııııı ııı ıııı ıııııı ıı ııı ıııı ııııı ıı ııı ıııı ıı ıııııı ııı ıııı ıııııı ıı ııı ıııı ııııı ıı ııı ıııı ıı ıııııı ııı ıııı ıııııı ıı ııı ıııı ııııı ıı ııı ıııı ıı ıııııı ııı ıııı ıııııı ıı ııı ıııı ııııı ıı ııı ıııı ıı ıııııı ııı ıııı ıııııı ıı ııı ıııı ııııı ıı ııı ıııı ıı ıııııı ııı ıııı ıııııı ıı ııı ıııı ııııı ıı ııı ıııı ıı ıııııı ııı ıııı ıııııı ıı ııı ıııı ııııı ıı ııı ıııı ıı ıııııı ııı ıııı ıııııı ıı ııı ıııı ııııı ıı ııı ıııı ıı ıııııı ııı ıııı ıııııı ıı ııı ıııı ııııı ıı ııı ıııı ıı ıııııı ııı ıııı ıııııı ıı ııı ıııı ııııı ıı ııı ıııı ıı ıııııı ııı ıııı ıııııı ıı ııı ıııı ııııı ıı ııı ıııı ıı ıııııı ııı ıııı ıııııı ıı ııı ıııı ııııı ıı ııı ıııı ıı ıııııı ııı ıııı ıııııı ıı ııı ıııı ııııı ıı ııı ıııı ıı ıııııı ııı ıııı ıııııı ıı ııı ıııı ııııı ıı ııı ıııı ıı ıııııı ııı ıııı ıııııı ıı ııı ıııı ııııı ıı ııı ıııı ıı ıııııı ııı ıııı ıııııı ıı ııı ıııı ııııı ıı ııı ıııı ıı ıııııı ııı ıııı ıııııı ıı ııı ıııı ııııı ıı ııı ıııı ıı ıııııı ııı ıııı ıııııı ıı ııı ıııı ııııı ıı ııı ıııı ıı ıııııı ııı ıııı ıııııı ıı ııı ıııı ııııı ıı ııı ıııı ıı ıııııı ııı ıııı ıııııı ıı ııı ıııı ııııı ıı ııı ıııı ıı ıııııı ııı ıııı ıııııı ıı ııı ıııı ııııı ıı ııı ıııı ıı ıııııı ııı ıııı ıııııı ıı ııı ıııı ııııı ıı ııı ıııı ıı ıııııı ııı ıııı ıııııı ıı ııı ıııı ııııı ıı ııı ıııı ıı ıııııı ııı ıııı ıııııı ıı ııı ıııı ııııı ıı ııı ıııı ıı ıııııı ııı ıııı ıııııı ıı ııı ıııı ııııı ıı ııı ıııı ıı ıııııı ııı ıııı ıııııı ıı ııı ıııı ııııı ıı ııı ıııı ıı ıııııı ııı ıııı ıııııı ıı ııı ıııı ııııı ıı ııı ıııı ıı ıııııı ııı ıııı ıııııı ıı ııı ıııı ııııı ıı ııı ıııı ıı ıııııı ııı ıııı ıııııı ıı ııı ıııı ııııı ıı ııı ıııı ıı ıııııı ııı ıııı ıııııı ıı ııı ıııı ııııı ıı ııı ıııı ıı ıııııı ııı ıııı ıııııı ıı ııı ıııı ııııı ıı ııı ıııı ıı ıııııı ııı ıııı ıııııı ıı ııı ıııı ııııı ıı ııı ıııı ıı ıııııı ııı ıııı ıııııı ıı ııı ıııı ııııı ıı ııı ıııı ıı ıııııı ııı ıııı ıııııı ıı ııı ıııı ııııı ıı ııı ıııı ıı ıııııı ııı ıııı ıııııı ıı ııı ıııı ııııı ıı ııı ıııı ıı ıııııı ııı ıııı ıııııı ıı ııı ıııı ııııı ıı ııı ıııı ıı ıııııı ııı ıııı ıııııı ıı ııı ıııı ııııı ıı ııı ıııı ıı ıııııı ııı ıııı ıııııı ıı ııı ıııı ııııı ıı ııı ıııı ıı ıııııı ııı ıııı ıııııı ıı ııı ıııı ııııı ıı ııı ıııı ıı ıııııı ııı ıııı ıııııı ıı ııı ıııı ııııı ıı ııı ıııı ıı ıııııı ııı ıııı ıııııı ıı ııı ıııı ııııı ıı ııı ıııı ıı ıııııı ııı ıııı ıııııı ıı ııı ıııı ııııı ıı ııı ıııı ıı ıııııı ııı ıııı ıııııı ıı ııı ıııı ııııı ıı ııı ıııı ıı ıııııı ııı ıııı ıııııı ıı ııı ıııı ııııı ıı ııı ıııı ıı ıııııı ııı ıııı ıııııı ıı ııı ıııı ııııı ıı ııı ıııı ıı ıııııı ııı ıııı ıııııı ıı ııı ıııı ııııı ıı ııı ıııı ıı ıııııı ııı ıııı ıııııı ıı ııı ıııı ııııı ıı ııı ıııı ıı ıııııı ııı ıııı ıııııı ıı ııı ıııı ııııı ıı ııı ıııı ıı ıııııı ııı ıııı ıııııı ıı ııı ıııı ııııı ıı ııı ıııı ıı ıııııı ııı ıııı ıııııı ıı ııı ıııı ııııı ıı ııı ıııı ıı ıııııı ııı ıııı ıııııı ıı ııı ıııı ııııı ıı ııı ıııı ıı ıııııı ııı ıııı ıııııı ıı ııı ıııı ııııı ıı ııı ıııı ıı ıııııı ııı ıııı ıııııı ıı ııı ıııı ııııı ıı ııı ıııı ıı ıııııı ııı ıııı ıııııı ıı ııı ıııı ııııı ıı ııı ıııı ıı ıııııı ııı ıııı ıııııı ıı ııı ıııı ııııı ıı ııı ıııı ıı ıııııı ııı ıııı ıııııı ıı ııı ıııı ııııı ıı ııı ıııı ıı ıııııı ııı ıııı ıııııı ıı ııı ıııı ııııı ıı ııı ıııı ıı ıııııı ııı ıııı ıııııı ıı ııı ıııı ııııı ıı ııı ıııı ıı ıııııı ııı ıııı ıııııı ıı ııı ıııı ııııı ıı ııı ıııı ıı ıııııı ııı ıııı ıııııı ıı ııı ıııı ııııı ıı ııı ıııı ıı ıııııı ııı ıııı ıııııı ıı ııı ıııı ııııı ıı ııı ıııı ıı ıııııı ııı ıııı ıııııı ıı ııı ıııı ııııı ıı ııı ıııı ıı ıııııı ııı ıııı ıııııı ıı ııı ıııı ııııı ıı ııı ıııı ıı ıııııı ııı ıııı ıııııı ıı ııı ıııı ııııı ıı ııı ıııı ıı ıııııı ııı ıııı ıııııı ıı ııı ıııı ııııı ıı ııı ıııı ıı ıııııı ııı ıııı ıııııı ıı ııı ıııı ııııı ıı ııı ıııı ıı ıııııı ııı ıııı ıııııı ıı ııı ıııı ııııı ıı ııı ıııı ıı ıııııı ııı ıııı ıııııı ıı ııı ıııı ııııı ıı ııı ıııı ıı ıııııı ııı ıııı ıııııı ıı ııı ıııı ııııı ıı ııı ıııı ıı ıııııı ııı ıııı ıııııı ıı ııı ıııı ııııı ıı ııı ıııı ıı ıııııı ııı ıııı ıııııı ıı ııı ıııı ııııı ıı ııı ıııı ıı ıııııı ııı ıııı ıııııı ıı ııı ıııı ııııı ıı ııı ıııı ıı ıııııı ııı ıııı ıııııı ıı ııı ıııı ııııı ıı ııı ıııı ıı ıııııı ııı ıııı ıııııı ıı ııı ıııı ııııı ıı ııı ıııı ıı ıııııı ııı ıııı ıııııı ıı ııı ıııı ııııı ıı ııı ıııı ıı ıııııı ııı ıııı ıııııı ıı ııı ıııı ııııı ıı ııı ıııı ıı ıııııı ııı ıııı ıııııı ıı ııı ıııı ııııı ıı ııı ıııı ıı ıııııı ııı ıııı ıııııı ıı ııı ıııı ııııı ıı ııı ıııı ıı ıııııı ııı ıııı ıııııı ıı ııı ıııı ııııı ıı ııı ıııı ıı ıııııı ııı ıııı ıııııı ıı ııı ıııı ııııı ıı ııı ıııı ıı ıııııı ııı ıııı ıııııı ıı ııı ıııı ııııı ıı ııı ıııı ıı ıııııı ııı ıııı ıııııı ıı ııı ıııı ııııı ıı <box>199 227 371 2062</box>
divider <box>930 698 1069 699</box>
ad-headline: THE APPLICATIONS OF DR. PEARSON'S wonderful discovered remedy in all cases of Deafness. <box>913 278 1085 321</box>
subhead-turkey: TURKEY. <box>796 487 845 498</box>
article-paragraph: Rome, July 20.—The dulness and dejection of the Eternal City are only occasionally and painfully relieved by political trials, condemnations, plots, and assassinations. Rome is still garrisoned by French troops, and the Pope appears in no hurry to return. <box>556 684 728 739</box>
article-paragraph: spreading the mournful news that the Danes had broken through our centre. Under such circumstances there was no other alternative than a retreat, which immediately ensued. General Willisen gave the necessary orders, and the brave little army saw itself compelled to retire from the field of battle. <box>199 51 371 115</box>
body-text-filler: ııı ıııı ıı ıııııı ııı ıııı ıııııı ıı ııı ıııı ııııı ıı ııı ıııı ıı ıııııı ııı ıııı ıııııı ıı ııı ıııı ııııı ıı ııı ıııı ıı ıııııı ııı ıııı ıııııı ıı ııı ıııı ııııı ıı ııı ıııı ıı ıııııı ııı ıııı ıııııı ıı ııı ıııı ııııı ıı ııı ıııı ıı ıııııı ııı ıııı ıııııı ıı ııı ıııı ııııı ıı ııı ıııı ıı ıııııı ııı ıııı ıııııı ıı ııı ıııı ııııı ıı ııı ıııı ıı ıııııı ııı ıııı ıııııı ıı ııı ıııı ııııı ıı ııı ıııı ıı ıııııı ııı ıııı ıııııı ıı ııı ıııı ııııı ıı ııı ıııı ıı ıııııı ııı ıııı ıııııı ıı ııı ıııı ııııı ıı ııı ıııı ıı ıııııı ııı ıııı ıııııı ıı ııı ıııı ııııı ıı ııı ıııı ıı ıııııı ııı ıııı ıııııı ıı ııı ıııı ııııı ıı ııı ıııı ıı ıııııı ııı ıııı ıııııı ıı ııı ıııı ııııı ıı ııı ıııı ıı ıııııı ııı ıııı ıııııı ıı ııı ıııı ııııı ıı ııı ıııı ıı ıııııı ııı ıııı ıııııı ıı ııı ıııı ııııı ıı ııı ıııı ıı ıııııı ııı ıııı ıııııı ıı ııı ıııı ııııı ıı ııı ıııı ıı ıııııı ııı ıııı ıııııı ıı ııı ıııı ııııı ıı ııı ıııı ıı ıııııı ııı ıııı ıııııı ıı ııı ıııı ııııı ıı ııı ıııı ıı ıııııı ııı ıııı ıııııı ıı ııı ıııı ııııı ıı ııı ıııı ıı ıııııı ııı ıııı ıııııı ıı ııı ıııı ııııı ıı ııı ıııı ıı ıııııı ııı ıııı ıııııı ıı ııı ıııı ııııı ıı ııı ıııı ıı ıııııı ııı ıııı ıııııı ıı ııı ıııı ııııı ıı ııı ıııı ıı ıııııı ııı ıııı ıııııı ıı ııı ıııı ııııı ıı ııı ıııı ıı ıııııı ııı ıııı ıııııı ıı ııı ıııı ııııı ıı ııı ıııı ıı ıııııı ııı ıııı ıııııı ıı ııı ıııı ııııı ıı ııı ıııı ıı ıııııı ııı ıııı ıııııı ıı ııı ıııı ııııı ıı ııı ıııı ıı ıııııı ııı ıııı ıııııı ıı ııı ıııı ııııı ıı ııı ıııı ıı ıııııı ııı ıııı ıııııı ıı ııı ıııı ııııı ıı ııı ıııı ıı ıııııı ııı ıııı ıııııı ıı ııı ıııı ııııı ıı ııı ıııı ıı ıııııı ııı ıııı ıııııı ıı ııı ıııı ııııı ıı ııı ıııı ıı ıııııı ııı ıııı ıııııı ıı ııı ıııı ııııı ıı ııı ıııı ıı ıııııı ııı ıııı ıııııı ıı ııı ıııı ııııı ıı ııı ıııı ıı ıııııı ııı ıııı ıııııı ıı ııı ıııı ııııı ıı ııı ıııı ıı ıııııı ııı ıııı ıııııı ıı ııı ıııı ııııı ıı ııı ıııı ıı ıııııı ııı ıııı ıııııı ıı ııı ıııı ııııı ıı ııı ıııı ıı ıııııı ııı ıııı ıııııı ıı ııı ıııı ııııı ıı ııı ıııı ıı ıııııı ııı ıııı ıııııı ıı ııı ıııı ııııı ıı ııı ıııı ıı ıııııı ııı ıııı ıııııı ıı ııı ıııı ııııı ıı ııı ıııı ıı ıııııı ııı ıııı ıııııı ıı ııı ıııı ııııı ıı ııı ıııı ıı ıııııı ııı ıııı ıııııı ıı ııı ıııı ııııı ıı ııı ıııı ıı ıııııı ııı ıııı ıııııı ıı ııı ıııı ııııı ıı ııı ıııı ıı ıııııı ııı ıııı ıııııı ıı ııı ıııı ııııı ıı ııı ıııı ıı ıııııı ııı ıııı ıııııı ıı ııı ıııı ııııı ıı ııı ıııı ıı ıııııı ııı ıııı ıııııı ıı ııı ıııı ııııı ıı ııı ıııı ıı ıııııı ııı ıııı ıııııı ıı ııı ıııı ııııı ıı ııı ıııı ıı ıııııı ııı ıııı ıııııı ıı ııı ıııı ııııı ıı ııı ıııı ıı ıııııı ııı ıııı ıııııı ıı ııı ıııı ııııı ıı ııı ıııı ıı ıııııı ııı ıııı ıııııı ıı ııı ıııı ııııı ıı ııı ıııı ıı ıııııı ııı ıııı ıııııı ıı ııı ıııı ııııı ıı ııı ıııı ıı ıııııı ııı ıııı ıııııı ıı ııı ıııı ııııı ıı ııı ıııı ıı ıııııı ııı ıııı ıııııı ıı ııı ıııı ııııı ıı ııı ıııı ıı ıııııı ııı ıııı ıııııı ıı ııı ıııı ııııı ıı ııı ıııı ıı ıııııı ııı ıııı ıııııı ıı ııı ıııı ııııı ıı ııı ıııı ıı ıııııı ııı ıııı ıııııı ıı ııı ıııı ııııı ıı ııı ıııı ıı ıııııı ııı ıııı ıııııı ıı ııı ıııı ııııı ıı ııı ıııı ıı ıııııı ııı ıııı ıııııı ıı ııı ıııı ııııı ıı ııı ıııı ıı ıııııı ııı ıııı ıııııı ıı ııı ıııı ııııı ıı ııı ıııı ıı ıııııı ııı ıııı ıııııı ıı ııı ıııı ııııı ıı ııı ıııı ıı ıııııı ııı ıııı ıııııı ıı ııı ıııı ııııı ıı ııı ıııı ıı ıııııı ııı ıııı ıııııı ıı ııı ıııı ııııı ıı ııı ıııı ıı ıııııı ııı ıııı ıııııı ıı ııı ıııı ııııı ıı <box>556 116 728 667</box>
article-paragraph: The Danes had a couple of brigades under fire, but in consequence of the ground being rather unfavourable for artillery, they could not bring any of their field-pieces into play, while the Holstein troops had one 12-pounder battery, from which they could throw shells with great effect. <box>15 282 188 346</box>
page-number: 2 <box>24 19 35 36</box>
column-4 <box>550 51 728 2576</box>
body-text-filler: ııı ıııı ıı ıııııı ııı ıııı ıııııı ıı ııı ıııı ııııı ıı ııı ıııı ıı ıııııı ııı ıııı ıııııı ıı ııı ıııı ııııı ıı ııı ıııı ıı ıııııı ııı ıııı ıııııı ıı ııı ıııı ııııı ıı ııı ıııı ıı ıııııı ııı ıııı ıııııı ıı ııı ıııı ııııı ıı ııı ıııı ıı ıııııı ııı ıııı ıııııı ıı ııı ıııı ııııı ıı ııı ıııı ıı ıııııı ııı ıııı ıııııı ıı ııı ıııı ııııı ıı ııı ıııı ıı ıııııı ııı ıııı ıııııı ıı ııı ıııı ııııı ıı ııı ıııı ıı ıııııı ııı ıııı ıııııı ıı ııı ıııı ııııı ıı ııı ıııı ıı ıııııı ııı ıııı ıııııı ıı ııı ıııı ııııı ıı ııı ıııı ıı ıııııı ııı ıııı ıııııı ıı ııı ıııı ııııı ıı <box>913 467 1085 559</box>
newspaper-title: THE NORTHERN STAR. <box>357 8 742 38</box>
article-paragraph: We take the following additional particulars of the above murderous conflict from the 'Daily News:'— <box>199 131 371 159</box>
divider <box>930 231 1069 232</box>
subhead-further-particulars: FURTHER PARTICULARS. <box>215 118 355 129</box>
headline-war-schleswig-holstein: THE WAR IN SCHLESWIG-HOLSTEIN.—GREAT BATTLE.—FRIGHTFUL LOSS OF LIFE. <box>27 80 176 110</box>
body-text-filler: ııı ıııı ıı ıııııı ııı ıııı ıııııı ıı ııı ıııı ııııı ıı ııı ıııı ıı ıııııı ııı ıııı ıııııı ıı ııı ıııı ııııı ıı ııı ıııı ıı ıııııı ııı ıııı ıııııı ıı ııı ıııı ııııı ıı ııı ıııı ıı ıııııı ııı ıııı ıııııı ıı ııı ıııı ııııı ıı ııı ıııı ıı ıııııı ııı ıııı ıııııı ıı ııı ıııı ııııı ıı ııı ıııı ıı ıııııı ııı ıııı ıııııı ıı ııı ıııı ııııı ıı ııı ıııı ıı ıııııı ııı ıııı ıııııı ıı ııı ıııı ııııı ıı ııı ıııı ıı ıııııı ııı ıııı ıııııı ıı ııı ıııı ııııı ıı ııı ıııı ıı ıııııı ııı ıııı ıııııı ıı ııı ıııı ııııı ıı ııı ıııı ıı ıııııı ııı ıııı ıııııı ıı ııı ıııı ııııı ıı <box>734 500 907 592</box>
ad-headline: ON THE PREVENTION, CURE, AND GENERAL CHARACTER OF SYPHILIS. <box>915 568 1084 600</box>
column-6-advertisements <box>907 51 1085 1887</box>
article-paragraph: The expected battle between the Danes and Schleswig-Holsteiners took place on the 24th of July, and resulted in the retreat of the latter, after a desperate and bloody engagement, in which some thousands of lives were lost. The following account is supplied by the Hamburgh correspondent of the 'Times:'— <box>15 113 188 187</box>
closing-line: To cure deafness tell a man you want to pay a debt on a long-owed bill. <box>916 821 1085 839</box>
article-paragraph: Madrid, July 22.—The 'Gazette' of yesterday contained the decree of amnesty granted on the occasion of the Queen's delivery. <box>734 206 907 234</box>
body-text-filler: ııı ıııı ıı ıııııı ııı ıııı ıııııı ıı ııı ıııı ııııı ıı ııı ıııı ıı ıııııı ııı ıııı ıııııı ıı ııı ıııı ııııı ıı ııı ıııı ıı ıııııı ııı ıııı ıııııı ıı ııı ıııı ııııı ıı ııı ıııı ıı ıııııı ııı ıııı ıııııı ıı ııı ıııı ııııı ıı ııı ıııı ıı ıııııı ııı ıııı ıııııı ıı ııı ıııı ııııı ıı ııı ıııı ıı ıııııı ııı ıııı ıııııı ıı ııı ıııı ııııı ıı ııı ıııı ıı ıııııı ııı ıııı ıııııı ıı ııı ıııı ııııı ıı ııı ıııı ıı ıııııı ııı ıııı ıııııı ıı ııı ıııı ııııı ıı ııı ıııı ıı ıııııı ııı ıııı ıııııı ıı ııı ıııı ııııı ıı ııı ıııı ıı ıııııı ııı ıııı ıııııı ıı ııı ıııı ııııı ıı ııı ıııı ıı ıııııı ııı ıııı ıııııı ıı ııı ıııı ııııı ıı ııı ıııı ıı ıııııı ııı ıııı ıııııı ıı ııı ıııı ııııı ıı ııı ıııı ıı ıııııı ııı ıııı ıııııı ıı ııı ıııı ııııı ıı ııı ıııı ıı ıııııı ııı ıııı ıııııı ıı ııı ıııı ııııı ıı ııı ıııı ıı ıııııı ııı ıııı ıııııı ıı ııı ıııı ııııı ıı ııı ıııı ıı ıııııı ııı ıııı ıııııı ıı ııı ıııı ııııı ıı ııı ıııı ıı ıııııı ııı ıııı ıııııı ıı ııı ıııı ııııı ıı ııı ıııı ıı ıııııı ııı ıııı ıııııı ıı ııı ıııı ııııı ıı ııı ıııı ıı ıııııı ııı ıııı ıııııı ıı ııı ıııı ııııı ıı ııı ıııı ıı ıııııı ııı ıııı ıııııı ıı ııı ıııı ııııı ıı ııı ıııı ıı ıııııı ııı ıııı ıııııı ıı ııı ıııı ııııı ıı ııı ıııı ıı ıııııı ııı ıııı ıııııı ıı ııı ıııı ııııı ıı ııı ıııı ıı ıııııı ııı ıııı ıııııı ıı ııı ıııı ııııı ıı ııı ıııı ıı ıııııı ııı ıııı ıııııı ıı ııı ıııı ııııı ıı ııı ıııı ıı ıııııı ııı ıııı ıııııı ıı ııı ıııı ııııı ıı ııı ıııı ıı ıııııı ııı ıııı ıııııı ıı ııı ıııı ııııı ıı ııı ıııı ıı ıııııı ııı ıııı ıııııı ıı ııı ıııı ııııı ıı ııı ıııı ıı ıııııı ııı ıııı ıııııı ıı ııı ıııı ııııı ıı ııı ıııı ıı ıııııı ııı ıııı ıııııı ıı ııı ıııı ııııı ıı ııı ıııı ıı ıııııı ııı ıııı ıııııı ıı ııı ıııı ııııı ıı ııı ıııı ıı ıııııı ııı ıııı ıııııı ıı ııı ıııı ııııı ıı ııı ıııı ıı ıııııı ııı ıııı ıııııı ıı ııı ıııı ııııı ıı ııı ıııı ıı ıııııı ııı ıııı ıııııı ıı ııı ıııı ııııı ıı ııı ıııı ıı ıııııı ııı ıııı ıııııı ıı ııı ıııı ııııı ıı ııı ıııı ıı ıııııı ııı ıııı ıııııı ıı ııı ıııı ııııı ıı ııı ıııı ıı ıııııı ııı ıııı ıııııı ıı ııı ıııı ııııı ıı ııı ıııı ıı ıııııı ııı ıııı ıııııı ıı ııı ıııı ııııı ıı ııı ıııı ıı ıııııı ııı ıııı ıııııı ıı ııı ıııı ııııı ıı ııı ıııı ıı ıııııı ııı ıııı ıııııı ıı ııı ıııı ııııı ıı ııı ıııı ıı ıııııı ııı ıııı ıııııı ıı ııı ıııı ııııı ıı ııı ıııı ıı ıııııı ııı ıııı ıııııı ıı ııı ıııı ııııı ıı ııı ıııı ıı ıııııı ııı ıııı ıııııı ıı ııı ıııı ııııı ıı ııı ıııı ıı ıııııı ııı ıııı ıııııı ıı ııı ıııı ııııı ıı ııı ıııı ıı ıııııı ııı ıııı ıııııı ıı ııı ıııı ııııı ıı ııı ıııı ıı ıııııı ııı ıııı ıııııı ıı ııı ıııı ııııı ıı ııı ıııı ıı ıııııı ııı ıııı ıııııı ıı ııı ıııı ııııı ıı ııı ıııı ıı ıııııı ııı ıııı ıııııı ıı ııı ıııı ııııı ıı ııı ıııı ıı ıııııı ııı ıııı ıııııı ıı ııı ıııı ııııı ıı ııı ıııı ıı ıııııı ııı ıııı ıııııı ıı ııı ıııı ııııı ıı ııı ıııı ıı ıııııı ııı ıııı ıııııı ıı ııı ıııı ııııı ıı ııı ıııı ıı ıııııı ııı ıııı ıııııı ıı ııı ıııı ııııı ıı ııı ıııı ıı ıııııı ııı ıııı ıııııı ıı ııı ıııı ııııı ıı ııı ıııı ıı ıııııı ııı ıııı ıııııı ıı ııı ıııı ııııı ıı ııı ıııı ıı ıııııı ııı ıııı ıııııı ıı ııı ıııı ııııı ıı ııı ıııı ıı ıııııı ııı ıııı ıııııı ıı ııı ıııı ııııı ıı ııı ıııı ıı ıııııı ııı ıııı ıııııı ıı ııı ıııı ııııı ıı ııı ıııı ıı ıııııı ııı ıııı ıııııı ıı ııı ıııı ııııı ıı ııı ıııı ıı ıııııı ııı ıııı ıııııı ıı ııı ıııı ııııı ıı ııı ıııı ıı ıııııı ııı ıııı ıııııı ıı ııı ıııı ııııı ıı ııı ıııı ıı ıııııı ııı ıııı ıııııı ıı ııı ıııı ııııı ıı ııı ıııı ıı ıııııı ııı ıııı ıııııı ıı ııı ıııı ııııı ıı ııı ıııı ıı ıııııı ııı ıııı ıııııı ıı ııı ıııı ııııı ıı ııı ıııı ıı ıııııı ııı ıııı ıııııı ıı ııı ıııı ııııı ıı ııı ıııı ıı ıııııı ııı ıııı ıııııı ıı ııı ıııı ııııı ıı ııı ıııı ıı ıııııı ııı ıııı ıııııı ıı ııı ıııı ııııı ıı ııı ıııı ıı ıııııı ııı ıııı ıııııı ıı ııı ıııı ııııı ıı ııı ıııı ıı ıııııı ııı ıııı ıııııı ıı ııı ıııı ııııı ıı ııı ıııı ıı ıııııı ııı ıııı ıııııı ıı ııı ıııı ııııı ıı ııı ıııı ıı ıııııı ııı ıııı ıııııı ıı ııı ıııı ııııı ıı ııı ıııı ıı ıııııı ııı ıııı ıııııı ıı ııı ıııı ııııı ıı ııı ıııı ıı ıııııı ııı ıııı ıııııı ıı ııı ıııı ııııı ıı ııı ıııı ıı ıııııı ııı ıııı ıııııı ıı ııı ıııı ııııı ıı ııı ıııı ıı ıııııı ııı ıııı ıııııı ıı ııı ıııı ııııı ıı ııı ıııı ıı ıııııı ııı ıııı ıııııı ıı ııı ıııı ııııı ıı ııı ıııı ıı ıııııı ııı ıııı ıııııı ıı ııı ıııı ııııı ıı ııı ıııı ıı ıııııı ııı ıııı ıııııı ıı ııı ıııı ııııı ıı ııı ıııı ıı ıııııı ııı ıııı ıııııı ıı ııı ıııı ııııı ıı ııı ıııı ıı ıııııı ııı ıııı ıııııı ıı ııı ıııı ııııı ıı ııı ıııı ıı ıııııı ııı ıııı ıııııı ıı ııı ıııı ııııı ıı ııı ıııı ıı ıııııı ııı ıııı ıııııı ıı ııı ıııı ııııı ıı ııı ıııı ıı ıııııı ııı ıııı ıııııı ıı ııı ıııı ııııı ıı ııı ıııı ıı ıııııı ııı ıııı ıııııı ıı ııı ıııı ııııı ıı ııı ıııı ıı ıııııı ııı ıııı ıııııı ıı ııı ıııı ııııı ıı ııı ıııı ıı ıııııı ııı ıııı ıııııı ıı ııı ıııı ııııı ıı ııı ıııı ıı ıııııı ııı ıııı ıııııı ıı ııı ıııı ııııı ıı ııı ıııı ıı ıııııı ııı ıııı ıııııı ıı ııı ıııı ııııı ıı ııı ıııı ıı ıııııı ııı ıııı ıııııı ıı ııı ıııı ııııı ıı ııı ıııı ıı ıııııı ııı ıııı ıııııı ıı ııı ıııı ııııı ıı ııı ıııı ıı ıııııı ııı ıııı ıııııı ıı ııı ıııı ııııı ıı ııı ıııı ıı ıııııı ııı ıııı ıııııı ıı ııı ıııı ııııı ıı ııı ıııı ıı ıııııı ııı ıııı ıııııı ıı ııı ıııı ııııı ıı ııı ıııı ıı ıııııı ııı ıııı ıııııı ıı ııı ıııı ııııı ıı ııı ıııı ıı ıııııı ııı ıııı ıııııı ıı ııı ıııı ııııı ıı ııı ıııı ıı ıııııı ııı ıııı ıııııı ıı ııı ıııı ııııı ıı ııı ıııı ıı ıııııı ııı ıııı ıııııı ıı ııı ıııı ııııı ıı ııı ıııı ıı ıııııı ııı ıııı ıııııı ıı ııı ıııı ııııı ıı ııı ıııı ıı ıııııı ııı ıııı ıııııı ıı ııı ıııı ııııı ıı ııı ıııı ıı ıııııı ııı ıııı ıııııı ıı ııı ıııı ııııı ıı ııı ıııı ıı ıııııı ııı ıııı ıııııı ıı ııı ıııı ııııı ıı ııı ıııı ıı ıııııı ııı ıııı ıııııı ıı ııı ıııı ııııı ıı ııı ıııı ıı ıııııı ııı ıııı ıııııı ıı ııı ıııı ııııı ıı ııı ıııı ıı ıııııı ııı ıııı ıııııı ıı ııı ıııı ııııı ıı ııı ıııı ıı ıııııı ııı ıııı ıııııı ıı ııı ıııı ııııı ıı ııı ıııı ıı ıııııı ııı ıııı ıııııı ıı ııı ıııı ııııı ıı ııı ıııı ıı ıııııı ııı ıııı ıııııı ıı ııı ıııı ııııı ıı ııı ıııı ıı ıııııı ııı ıııı ıııııı ıı ııı ıııı ııııı ıı ııı ıııı ıı ıııııı ııı ıııı ıııııı ıı ııı ıııı ııııı ıı ııı ıııı ıı ıııııı ııı ıııı ıııııı ıı ııı ıııı ııııı ıı ııı ıııı ıı ıııııı ııı ıııı ıııııı ıı ııı ıııı ııııı ıı ııı ıııı ıı ıııııı ııı ıııı ıııııı ıı ııı ıııı ııııı ıı ııı ıııı ıı ıııııı ııı ıııı ıııııı ıı ııı ıııı ııııı ıı ııı ıııı ıı ıııııı ııı ıııı ıııııı ıı ııı ıııı ııııı ıı ııı ıııı ıı ıııııı ııı ıııı ıııııı ıı ııı ıııı ııııı ıı ııı ıııı ıı ıııııı ııı ıııı ıııııı ıı ııı ıııı ııııı ıı ııı ıııı ıı ıııııı ııı ıııı ıııııı ıı ııı ıııı ııııı ıı ııı ıııı ıı ıııııı ııı ıııı ıııııı ıı ııı ıııı ııııı ıı ııı ıııı ıı ıııııı ııı ıııı ıııııı ıı ııı ıııı ııııı ıı ııı ıııı ıı ıııııı ııı ıııı ıııııı ıı ııı ıııı ııııı ıı ııı ıııı ıı ıııııı ııı ıııı ıııııı ıı ııı ıııı ııııı ıı ııı ıııı ıı ıııııı ııı ıııı ıııııı ıı ııı ıııı ııııı ıı ııı ıııı ıı ıııııı ııı ıııı ıııııı ıı ııı ıııı ııııı ıı ııı ıııı ıı ıııııı ııı ıııı ıııııı ıı ııı ıııı ııııı ıı ııı ıııı ıı ıııııı ııı ıııı ıııııı ıı ııı ıııı ııııı ıı ııı ıııı ıı ıııııı ııı ıııı ıııııı ıı ııı ıııı ııııı ıı ııı ıııı ıı ıııııı ııı ıııı ıııııı ıı ııı ıııı ııııı ıı ııı ıııı ıı ıııııı ııı ıııı ıııııı ıı ııı ıııı ııııı ıı ııı ıııı ıı ıııııı ııı ıııı ıııııı ıı ııı ıııı ııııı ıı ııı ıııı ıı ıııııı ııı ıııı ıııııı ıı ııı ıııı ııııı ıı ııı ıııı ıı ıııııı ııı ıııı ıııııı ıı ııı ıııı ııııı ıı ııı ıııı ıı ıııııı ııı ıııı ıııııı ıı ııı ıııı ııııı ıı ııı ıııı ıı ıııııı ııı ıııı ıııııı ıı ııı ıııı ııııı ıı ııı ıııı ıı ıııııı ııı ıııı ıııııı ıı ııı ıııı ııııı ıı ııı ıııı ıı ıııııı ııı ıııı ıııııı ıı ııı ıııı ııııı ıı ııı ıııı ıı ıııııı ııı ıııı ıııııı ıı ııı ıııı ııııı ıı ııı ıııı ıı ıııııı ııı ıııı ıııııı ıı ııı ıııı ııııı ıı ııı ıııı ıı ıııııı ııı ıııı ıııııı ıı ııı ıııı ııııı ıı ııı ıııı ıı ıııııı ııı ıııı ıııııı ıı ııı ıııı ııııı ıı ııı ıııı ıı ıııııı ııı ıııı ıııııı ıı ııı ıııı ııııı ıı ııı ıııı ıı ıııııı ııı ıııı ıııııı ıı ııı ıııı ııııı ıı ııı ıııı ıı ıııııı ııı ıııı ıııııı ıı ııı ıııı ııııı ıı ııı ıııı ıı ıııııı ııı ıııı ıııııı ıı ııı ıııı ııııı ıı ııı ıııı ıı ıııııı ııı ıııı ıııııı ıı ııı ıııı ııııı ıı ııı ıııı ıı ıııııı ııı ıııı ıııııı ıı ııı ıııı ııııı ıı ııı ıııı ıı ıııııı ııı ıııı ıııııı ıı ııı ıııı ııııı ıı ııı ıııı ıı ıııııı ııı ıııı ıııııı ıı ııı ıııı ııııı ıı ııı ıııı ıı ıııııı ııı ıııı ıııııı ıı ııı ıııı ııııı ıı ııı ıııı ıı ıııııı ııı ıııı ıııııı ıı ııı ıııı ııııı ıı ııı ıııı ıı ıııııı ııı ıııı ıııııı ıı ııı ıııı ııııı ıı ııı ıııı ıı ıııııı ııı ıııı ıııııı ıı ııı ıııı ııııı ıı ııı ıııı ıı ıııııı ııı ıııı ıııııı ıı ııı ıııı ııııı ıı ııı ıııı ıı ıııııı ııı ıııı ıııııı ıı ııı ıııı ııııı ıı ııı ıııı ıı ıııııı ııı ıııı ıııııı ıı ııı ıııı ııııı ıı ııı ıııı ıı ıııııı ııı ıııı ıııııı ıı ııı ıııı ııııı ıı ııı ıııı ıı ıııııı ııı ıııı ıııııı ıı ııı ıııı ııııı ıı ııı ıııı ıı ıııııı ııı ıııı ıııııı ıı ııı ıııı ııııı ıı ııı ıııı ıı ıııııı ııı ıııı ıııııı ıı ııı ıııı ııııı ıı ııı ıııı ıı ıııııı ııı ıııı ıııııı ıı ııı ıııı ııııı ıı ııı ıııı ıı ıııııı ııı ıııı ıııııı ıı ııı ıııı ııııı ıı ııı ıııı ıı ıııııı ııı ıııı ıııııı ıı ııı ıııı ııııı ıı ııı ıııı ıı ıııııı ııı ıııı ıııııı ıı ııı ıııı ııııı ıı ııı ıııı ıı ıııııı ııı ıııı ıııııı ıı ııı ıııı ııııı ıı ııı ıııı ıı ıııııı ııı ıııı ıııııı ıı ııı ıııı ııııı ıı ııı ıııı ıı ıııııı ııı ıııı ıııııı ıı ııı ıııı ııııı ıı ııı ıııı ıı ıııııı ııı ıııı ıııııı ıı ııı ıııı ııııı ıı ııı ıııı ıı ıııııı ııı ıııı ıııııı ıı ııı ıııı ııııı ıı ııı ıııı ıı ıııııı ııı ıııı ıııııı ıı ııı ıııı ııııı ıı ııı ıııı ıı ıııııı ııı ıııı ıııııı ıı ııı ıııı ııııı ıı ııı ıııı ıı ıııııı ııı ıııı ıııııı ıı ııı ıııı ııııı ıı ııı ıııı ıı ıııııı ııı ıııı ıııııı ıı ııı ıııı ııııı ıı ııı ıııı ıı ıııııı ııı ıııı ıııııı ıı ııı ıııı ııııı ıı ııı ıııı ıı ıııııı ııı ıııı ıııııı ıı ııı ıııı ııııı ıı ııı ıııı ıı ıııııı ııı ıııı ıııııı ıı ııı ıııı ııııı ıı ııı ıııı ıı ıııııı ııı ıııı ıııııı ıı ııı ıııı ııııı ıı ııı ıııı ıı ıııııı ııı ıııı ıııııı ıı ııı ıııı ııııı ıı ııı ıııı ıı ıııııı ııı ıııı ıııııı ıı ııı ıııı ııııı ıı ııı ıııı ıı ıııııı ııı ıııı ıııııı ıı ııı ıııı ııııı ıı ııı ıııı ıı ıııııı ııı ıııı ıııııı ıı ııı ıııı ııııı ıı ııı ıııı ıı ıııııı ııı ıııı ıııııı ıı ııı ıııı ııııı ıı ııı ıııı ıı ıııııı ııı ıııı ıııııı ıı ııı ıııı ııııı ıı ııı ıııı ıı ıııııı ııı ıııı ıııııı ıı ııı ıııı ııııı ıı ııı ıııı ıı ıııııı ııı ıııı ıııııı ıı ııı ıııı ııııı ıı ııı ıııı ıı ıııııı ııı ıııı ıııııı ıı ııı ıııı ııııı ıı ııı ıııı ıı ıııııı ııı ıııı ıııııı ıı ııı ıııı ııııı ıı ııı ıııı ıı ıııııı ııı ıııı ıııııı ıı ııı ıııı ııııı ıı ııı ıııı ıı ıııııı ııı ıııı ıııııı ıı ııı ıııı ııııı ıı ııı ıııı ıı ıııııı ııı ıııı ıııııı ıı ııı ıııı ııııı ıı ııı ıııı ıı ıııııı ııı ıııı ıııııı ıı ııı ıııı ııııı ıı ııı ıııı ıı ıııııı ııı ıııı ıııııı ıı ııı ıııı ııııı ıı ııı ıııı ıı ıııııı ııı ıııı ıııııı ıı ııı ıııı ııııı ıı ııı ıııı ıı ıııııı ııı ıııı ıııııı ıı ııı ıııı ııııı ıı ııı ıııı ıı ıııııı ııı ıııı ıııııı ıı ııı ıııı ııııı ıı ııı ıııı ıı ıııııı ııı ıııı ıııııı ıı ııı ıııı ııııı ıı ııı ıııı ıı ıııııı ııı ıııı ıııııı ıı ııı ıııı ııııı ıı ııı ıııı ıı ıııııı ııı ıııı ıııııı ıı ııı ıııı ııııı ıı ııı ıııı ıı ıııııı ııı ıııı ıııııı ıı ııı ıııı ııııı ıı ııı ıııı ıı ıııııı ııı ıııı ıııııı ıı ııı ıııı ııııı ıı ııı ıııı ıı ıııııı ııı ıııı ıııııı ıı ııı ıııı ııııı ıı ııı ıııı ıı ıııııı ııı ıııı ıııııı ıı ııı ıııı ııııı ıı ııı ıııı ıı ıııııı ııı ıııı ıııııı ıı ııı ıııı ııııı ıı ııı ıııı ıı ıııııı ııı ıııı ıııııı ıı ııı ıııı ııııı ıı <box>734 718 907 2553</box>
article-paragraph: FINAL ADJUSTMENT OF THE GREEK DIFFERENCE.—Despatches of the 25th ult. from Marseilles give the following news:—The state of uncertainty which had existed in Greece has been brought to a close. <box>734 344 907 390</box>
subhead-spain: SPAIN. <box>801 194 840 204</box>
article-paragraph: 'On the 24th inst. the Danes commenced with an attack upon the Holstein outposts at Helligbeck and Lalbach, which they succeeded in forcing with a superior number of men. The Holstein troops, however, being received reinforcements, retreated with continued spirit, and drove the Danes back upon the position which they had occupied before at Stenderup, and thus the skirmish ended, with considerable loss on both sides.' <box>15 189 188 281</box>
article-paragraph: hastened our retreat, and entirely upset the equanimity of some of us. For two hours the cannonading continued. At the expiration of that period orders arrived for the retreat of the train and baggage-waggons, and seeing that several small bodies of soldiers were also hastening from the field. <box>377 51 550 115</box>
article-paragraph: waived the citation of the editor to the bar of the Assembly, and proposed a parliamentary commission of inquiry to trace the offence to its springhead. The moderates evidently shrank from so bold a measure; and it is needless to say the subject was going to be hushed up. <box>556 51 728 115</box>
body-text-filler: ııı ıııı ıı ıııııı ııı ıııı ıııııı ıı ııı ıııı ııııı ıı ııı ıııı ıı ıııııı ııı ıııı ıııııı ıı ııı ıııı ııııı ıı ııı ıııı ıı ıııııı ııı ıııı ıııııı ıı ııı ıııı ııııı ıı ııı ıııı ıı ıııııı ııı ıııı ıııııı ıı ııı ıııı ııııı ıı ııı ıııı ıı ıııııı ııı ıııı ıııııı ıı ııı ıııı ııııı ıı ııı ıııı ıı ıııııı ııı ıııı ıııııı ıı ııı ıııı ııııı ıı ııı ıııı ıı ıııııı ııı ıııı ıııııı ıı ııı ıııı ııııı ıı ııı ıııı ıı ıııııı ııı ıııı ıııııı ıı ııı ıııı ııııı ıı ııı ıııı ıı ıııııı ııı ıııı ıııııı ıı ııı ıııı ııııı ıı ııı ıııı ıı ıııııı ııı ıııı ıııııı ıı ııı ıııı ııııı ıı <box>734 609 907 701</box>
body-text-filler: ııı ıııı ıı ıııııı ııı ıııı ıııııı ıı ııı ıııı ııııı ıı ııı ıııı ıı ıııııı ııı ıııı ıııııı ıı ııı ıııı ııııı ıı ııı ıııı ıı ıııııı ııı ıııı ıııııı ıı ııı ıııı ııııı ıı ııı ıııı ıı ıııııı ııı ıııı ıııııı ıı ııı ıııı ııııı ıı ııı ıııı ıı ıııııı ııı ıııı ıııııı ıı ııı ıııı ııııı ıı ııı ıııı ıı ıııııı ııı ıııı ıııııı ıı ııı ıııı ııııı ıı ııı ıııı ıı ıııııı ııı ıııı ıııııı ıı ııı ıııı ııııı ıı ııı ıııı ıı ıııııı ııı ıııı ıııııı ıı ııı ıııı ııııı ıı ııı ıııı ıı ıııııı ııı ıııı ıııııı ıı ııı ıııı ııııı ıı ııı ıııı ıı ıııııı ııı ıııı ıııııı ıı ııı ıııı ııııı ıı ııı ıııı ıı ıııııı ııı ıııı ıııııı ıı ııı ıııı ııııı ıı ııı ıııı ıı ıııııı ııı ıııı ıııııı ıı ııı ıııı ııııı ıı ııı ıııı ıı ıııııı ııı ıııı ıııııı ıı ııı ıııı ııııı ıı ııı ıııı ıı ıııııı ııı ıııı ıııııı ıı ııı ıııı ııııı ıı ııı ıııı ıı ıııııı ııı ıııı ıııııı ıı ııı ıııı ııııı ıı ııı ıııı ıı ıııııı ııı ıııı ıııııı ıı ııı ıııı ııııı ıı ııı ıııı ıı ıııııı ııı ıııı ıııııı ıı ııı ıııı ııııı ıı ııı ıııı ıı ıııııı ııı ıııı ıııııı ıı ııı ıııı ııııı ıı ııı ıııı ıı ıııııı ııı ıııı ıııııı ıı ııı ıııı ııııı ıı ııı ıııı ıı ıııııı ııı ıııı ıııııı ıı ııı ıııı ııııı ıı ııı ıııı ıı ıııııı ııı ıııı ıııııı ıı ııı ıııı ııııı ıı ııı ıııı ıı ıııııı ııı ıııı ıııııı ıı ııı ıııı ııııı ıı ııı ıııı ıı ıııııı ııı ıııı ıııııı ıı ııı ıııı ııııı ıı ııı ıııı ıı ıııııı ııı ıııı ıııııı ıı ııı ıııı ııııı ıı ııı ıııı ıı ıııııı ııı ıııı ıııııı ıı ııı ıııı ııııı ıı ııı ıııı ıı ıııııı ııı ıııı ıııııı ıı ııı ıııı ııııı ıı ııı ıııı ıı ıııııı ııı ıııı ıııııı ıı ııı ıııı ııııı ıı ııı ıııı ıı ıııııı ııı ıııı ıııııı ıı ııı ıııı ııııı ıı ııı ıııı ıı ıııııı ııı ıııı ıııııı ıı ııı ıııı ııııı ıı ııı ıııı ıı ıııııı ııı ıııı ıııııı ıı ııı ıııı ııııı ıı ııı ıııı ıı ıııııı ııı ıııı ıııııı ıı ııı ıııı ııııı ıı ııı ıııı ıı ıııııı ııı ıııı ıııııı ıı ııı ıııı ııııı ıı ııı ıııı ıı ıııııı ııı ıııı ıııııı ıı ııı ıııı ııııı ıı ııı ıııı ıı ıııııı ııı ıııı ıııııı ıı ııı ıııı ııııı ıı ııı ıııı ıı ıııııı ııı ıııı ıııııı ıı ııı ıııı ııııı ıı ııı ıııı ıı ıııııı ııı ıııı ıııııı ıı ııı ıııı ııııı ıı ııı ıııı ıı ıııııı ııı ıııı ıııııı ıı ııı ıııı ııııı ıı ııı ıııı ıı ıııııı ııı ıııı ıııııı ıı ııı ıııı ııııı ıı ııı ıııı ıı ıııııı ııı ıııı ıııııı ıı ııı ıııı ııııı ıı ııı ıııı ıı ıııııı ııı ıııı ıııııı ıı ııı ıııı ııııı ıı ııı ıııı ıı ıııııı ııı ıııı ıııııı ıı ııı ıııı ııııı ıı ııı ıııı ıı ıııııı ııı ıııı ıııııı ıı ııı ıııı ııııı ıı ııı ıııı ıı ıııııı ııı ıııı ıııııı ıı ııı ıııı ııııı ıı ııı ıııı ıı ıııııı ııı ıııı ıııııı ıı ııı ıııı ııııı ıı ııı ıııı ıı ıııııı ııı ıııı ıııııı ıı ııı ıııı ııııı ıı ııı ıııı ıı ıııııı ııı ıııı ıııııı ıı ııı ıııı ııııı ıı ııı ıııı ıı ıııııı ııı ıııı ıııııı ıı ııı ıııı ııııı ıı ııı ıııı ıı ıııııı ııı ıııı ıııııı ıı ııı ıııı ııııı ıı ııı ıııı ıı ıııııı ııı ıııı ıııııı ıı ııı ıııı ııııı ıı ııı ıııı ıı ıııııı ııı ıııı ıııııı ıı ııı ıııı ııııı ıı ııı ıııı ıı ıııııı ııı ıııı ıııııı ıı ııı ıııı ııııı ıı ııı ıııı ıı ıııııı ııı ıııı ıııııı ıı ııı ıııı ııııı ıı ııı ıııı ıı ıııııı ııı ıııı ıııııı ıı ııı ıııı ııııı ıı ııı ıııı ıı ıııııı ııı ıııı ıııııı ıı ııı ıııı ııııı ıı ııı ıııı ıı ıııııı ııı ıııı ıııııı ıı ııı ıııı ııııı ıı ııı ıııı ıı ıııııı ııı ıııı ıııııı ıı ııı ıııı ııııı ıı ııı ıııı ıı ıııııı ııı ıııı ıııııı ıı ııı ıııı ııııı ıı ııı ıııı ıı ıııııı ııı ıııı ıııııı ıı ııı ıııı ııııı ıı ııı ıııı ıı ıııııı ııı ıııı ıııııı ıı ııı ıııı ııııı ıı ııı ıııı ıı ıııııı ııı ıııı ıııııı ıı ııı ıııı ııııı ıı ııı ıııı ıı ıııııı ııı ıııı ıııııı ıı ııı ıııı ııııı ıı ııı ıııı ıı ıııııı ııı ıııı ıııııı ıı ııı ıııı ııııı ıı ııı ıııı ıı ıııııı ııı ıııı ıııııı ıı ııı ıııı ııııı ıı ııı ıııı ıı ıııııı ııı ıııı ıııııı ıı ııı ıııı ııııı ıı ııı ıııı ıı ıııııı ııı ıııı ıııııı ıı ııı ıııı ııııı ıı ııı ıııı ıı ıııııı ııı ıııı ıııııı ıı ııı ıııı ııııı ıı ııı ıııı ıı ıııııı ııı ıııı ıııııı ıı ııı ıııı ııııı ıı ııı ıııı ıı ıııııı ııı ıııı ıııııı ıı ııı ıııı ııııı ıı ııı ıııı ıı ıııııı ııı ıııı ıııııı ıı ııı ıııı ııııı ıı ııı ıııı ıı ıııııı ııı ıııı ıııııı ıı ııı ıııı ııııı ıı ııı ıııı ıı ıııııı ııı ıııı ıııııı ıı ııı ıııı ııııı ıı ııı ıııı ıı ıııııı ııı ıııı ıııııı ıı ııı ıııı ııııı ıı ııı ıııı ıı ıııııı ııı ıııı ıııııı ıı ııı ıııı ııııı ıı ııı ıııı ıı ıııııı ııı ıııı ıııııı ıı ııı ıııı ııııı ıı ııı ıııı ıı ıııııı ııı ıııı ıııııı ıı ııı ıııı ııııı ıı ııı ıııı ıı ıııııı ııı ıııı ıııııı ıı ııı ıııı ııııı ıı ııı ıııı ıı ıııııı ııı ıııı ıııııı ıı ııı ıııı ııııı ıı ııı ıııı ıı ıııııı ııı ıııı ıııııı ıı ııı ıııı ııııı ıı ııı ıııı ıı ıııııı ııı ıııı ıııııı ıı ııı ıııı ııııı ıı ııı ıııı ıı ıııııı ııı ıııı ıııııı ıı ııı ıııı ııııı ıı ııı ıııı ıı ıııııı ııı ıııı ıııııı ıı ııı ıııı ııııı ıı ııı ıııı ıı ıııııı ııı ıııı ıııııı ıı ııı ıııı ııııı ıı ııı ıııı ıı ıııııı ııı ıııı ıııııı ıı ııı ıııı ııııı ıı ııı ıııı ıı ıııııı ııı ıııı ıııııı ıı ııı ıııı ııııı ıı ııı ıııı ıı ıııııı ııı ıııı ıııııı ıı ııı ıııı ııııı ıı ııı ıııı ıı ıııııı ııı ıııı ıııııı ıı ııı ıııı ııııı ıı ııı ıııı ıı ıııııı ııı ıııı ıııııı ıı ııı ıııı ııııı ıı ııı ıııı ıı ıııııı ııı ıııı ıııııı ıı ııı ıııı ııııı ıı ııı ıııı ıı ıııııı ııı ıııı ıııııı ıı ııı ıııı ııııı ıı ııı ıııı ıı ıııııı ııı ıııı ıııııı ıı ııı ıııı ııııı ıı ııı ıııı ıı ıııııı ııı ıııı ıııııı ıı ııı ıııı ııııı ıı ııı ıııı ıı ıııııı ııı ıııı ıııııı ıı ııı ıııı ııııı ıı ııı ıııı ıı ıııııı ııı ıııı ıııııı ıı ııı ıııı ııııı ıı ııı ıııı ıı ıııııı ııı ıııı ıııııı ıı ııı ıııı ııııı ıı ııı ıııı ıı ıııııı ııı ıııı ıııııı ıı ııı ıııı ııııı ıı ııı ıııı ıı ıııııı ııı ıııı ıııııı ıı ııı ıııı ııııı ıı ııı ıııı ıı ıııııı ııı ıııı ıııııı ıı ııı ıııı ııııı ıı ııı ıııı ıı ıııııı ııı ıııı ıııııı ıı ııı ıııı ııııı ıı ııı ıııı ıı ıııııı ııı ıııı ıııııı ıı ııı ıııı ııııı ıı ııı ıııı ıı ıııııı ııı ıııı ıııııı ıı ııı ıııı ııııı ıı ııı ıııı ıı ıııııı ııı ıııı ıııııı ıı ııı ıııı ııııı ıı ııı ıııı ıı ıııııı ııı ıııı ıııııı ıı ııı ıııı ııııı ıı ııı ıııı ıı ıııııı ııı ıııı ıııııı ıı ııı ıııı ııııı ıı ııı ıııı ıı ıııııı ııı ıııı ıııııı ıı ııı ıııı ııııı ıı ııı ıııı ıı ıııııı ııı ıııı ıııııı ıı ııı ıııı ııııı ıı ııı ıııı ıı ıııııı ııı ıııı ıııııı ıı ııı ıııı ııııı ıı ııı ıııı ıı ıııııı ııı ıııı ıııııı ıı ııı ıııı ııııı ıı ııı ıııı ıı ıııııı ııı ıııı ıııııı ıı ııı ıııı ııııı ıı ııı ıııı ıı ıııııı ııı ıııı ıııııı ıı ııı ıııı ııııı ıı ııı ıııı ıı ıııııı ııı ıııı ıııııı ıı ııı ıııı ııııı ıı ııı ıııı ıı ıııııı ııı ıııı ıııııı ıı ııı ıııı ııııı ıı ııı ıııı ıı ıııııı ııı ıııı ıııııı ıı ııı ıııı ııııı ıı ııı ıııı ıı ıııııı ııı ıııı ıııııı ıı ııı ıııı ııııı ıı ııı ıııı ıı ıııııı ııı ıııı ıııııı ıı ııı ıııı ııııı ıı ııı ıııı ıı ıııııı ııı ıııı ıııııı ıı ııı ıııı ııııı ıı ııı ıııı ıı ıııııı ııı ıııı ıııııı ıı ııı ıııı ııııı ıı ııı ıııı ıı ıııııı ııı ıııı ıııııı ıı ııı ıııı ııııı ıı ııı ıııı ıı ıııııı ııı ıııı ıııııı ıı ııı ıııı ııııı ıı ııı ıııı ıı ıııııı ııı ıııı ıııııı ıı ııı ıııı ııııı ıı ııı ıııı ıı ıııııı ııı ıııı ıııııı ıı ııı ıııı ııııı ıı ııı ıııı ıı ıııııı ııı ıııı ıııııı ıı ııı ıııı ııııı ıı ııı ıııı ıı ıııııı ııı ıııı ıııııı ıı ııı ıııı ııııı ıı ııı ıııı ıı ıııııı ııı ıııı ıııııı ıı ııı ıııı ııııı ıı ııı ıııı ıı ıııııı ııı ıııı ıııııı ıı ııı ıııı ııııı ıı ııı ıııı ıı ıııııı ııı ıııı ıııııı ıı ııı ıııı ııııı ıı ııı ıııı ıı ıııııı ııı ıııı ıııııı ıı ııı ıııı ııııı ıı ııı ıııı ıı ıııııı ııı ıııı ıııııı ıı ııı ıııı ııııı ıı ııı ıııı ıı ıııııı ııı ıııı ıııııı ıı ııı ıııı ııııı ıı ııı ıııı ıı ıııııı ııı ıııı ıııııı ıı ııı ıııı ııııı ıı ııı ıııı ıı ıııııı ııı ıııı ıııııı ıı ııı ıııı ııııı ıı ııı ıııı ıı ıııııı ııı ıııı ıııııı ıı ııı ıııı ııııı ıı ııı ıııı ıı ıııııı ııı ıııı ıııııı ıı ııı ıııı ııııı ıı ııı ıııı ıı ıııııı ııı ıııı ıııııı ıı ııı ıııı ııııı ıı ııı ıııı ıı ıııııı ııı ıııı ıııııı ıı ııı ıııı ııııı ıı ııı ıııı ıı ıııııı ııı ıııı ıııııı ıı ııı ıııı ııııı ıı ııı ıııı ıı ıııııı ııı ıııı ıııııı ıı ııı ıııı ııııı ıı ııı ıııı ıı ıııııı ııı ıııı ıııııı ıı ııı ıııı ııııı ıı ııı ıııı ıı ıııııı ııı ıııı ıııııı ıı ııı ıııı ııııı ıı ııı ıııı ıı ıııııı ııı ıııı ıııııı ıı ııı ıııı ııııı ıı ııı ıııı ıı ıııııı ııı ıııı ıııııı ıı ııı ıııı ııııı ıı ııı ıııı ıı ıııııı ııı ıııı ıııııı ıı ııı ıııı ııııı ıı ııı ıııı ıı ıııııı ııı ıııı ıııııı ıı ııı ıııı ııııı ıı ııı ıııı ıı ıııııı ııı ıııı ıııııı ıı ııı ıııı ııııı ıı ııı ıııı ıı ıııııı ııı ıııı ıııııı ıı ııı ıııı ııııı ıı ııı ıııı ıı ıııııı ııı ıııı ıııııı ıı ııı ıııı ııııı ıı ııı ıııı ıı ıııııı ııı ıııı ıııııı ıı ııı ıııı ııııı ıı ııı ıııı ıı ıııııı ııı ıııı ıııııı ıı ııı ıııı ııııı ıı ııı ıııı ıı ıııııı ııı ıııı ıııııı ıı ııı ıııı ııııı ıı ııı ıııı ıı ıııııı ııı ıııı ıııııı ıı ııı ıııı ııııı ıı ııı ıııı ıı ıııııı ııı ıııı ıııııı ıı ııı ıııı ııııı ıı ııı ıııı ıı ıııııı ııı ıııı ıııııı ıı ııı ıııı ııııı ıı ııı ıııı ıı ıııııı ııı ıııı ıııııı ıı ııı ıııı ııııı ıı ııı ıııı ıı ıııııı ııı ıııı ıııııı ıı ııı ıııı ııııı ıı ııı ıııı ıı ıııııı ııı ıııı ıııııı ıı ııı ıııı ııııı ıı ııı ıııı ıı ıııııı ııı ıııı ıııııı ıı ııı ıııı ııııı ıı ııı ıııı ıı ıııııı ııı ıııı ıııııı ıı ııı ıııı ııııı ıı ııı ıııı ıı ıııııı ııı ıııı ıııııı ıı ııı ıııı ııııı ıı ııı ıııı ıı ıııııı ııı ıııı ıııııı ıı ııı ıııı ııııı ıı ııı ıııı ıı ıııııı ııı ıııı ıııııı ıı ııı ıııı ııııı ıı ııı ıııı ıı ıııııı ııı ıııı ıııııı ıı ııı ıııı ııııı ıı ııı ıııı ıı ıııııı ııı ıııı ıııııı ıı ııı ıııı ııııı ıı ııı ıııı ıı ıııııı ııı ıııı ıııııı ıı ııı ıııı ııııı ıı ııı ıııı ıı ıııııı ııı ıııı ıııııı ıı ııı ıııı ııııı ıı ııı ıııı ıı ıııııı ııı ıııı ıııııı ıı ııı ıııı ııııı ıı ııı ıııı ıı ıııııı ııı ıııı ıııııı ıı ııı ıııı ııııı ıı ııı ıııı ıı ıııııı ııı ıııı ıııııı ıı ııı ıııı ııııı ıı ııı ıııı ıı ıııııı ııı ıııı ıııııı ıı ııı ıııı ııııı ıı ııı ıııı ıı ıııııı ııı ıııı ıııııı ıı ııı ıııı ııııı ıı ııı ıııı ıı ıııııı ııı ıııı ıııııı ıı ııı ıııı ııııı ıı ııı ıııı ıı ıııııı ııı ıııı ıııııı ıı ııı ıııı ııııı ıı ııı ıııı ıı ıııııı ııı ıııı ıııııı ıı ııı ıııı ııııı ıı ııı ıııı ıı ıııııı ııı ıııı ıııııı ıı ııı ıııı ııııı ıı ııı ıııı ıı ıııııı ııı ıııı ıııııı ıı ııı ıııı ııııı ıı ııı ıııı ıı ıııııı ııı ıııı ıııııı ıı ııı ıııı ııııı ıı ııı ıııı ıı ıııııı ııı ıııı ıııııı ıı ııı ıııı ııııı ıı ııı ıııı ıı ıııııı ııı ıııı ıııııı ıı ııı ıııı ııııı ıı ııı ıııı ıı ıııııı ııı ıııı ıııııı ıı ııı ıııı ııııı ıı ııı ıııı ıı ıııııı ııı ıııı ıııııı ıı ııı ıııı ııııı ıı ııı ıııı ıı ıııııı ııı ıııı ıııııı ıı ııı ıııı ııııı ıı ııı ıııı ıı ıııııı ııı ıııı ıııııı ıı ııı ıııı ııııı ıı ııı ıııı ıı ıııııı ııı ıııı ıııııı ıı ııı ıııı ııııı ıı ııı ıııı ıı ıııııı ııı ıııı ıııııı ıı ııı ıııı ııııı ıı ııı ıııı ıı ıııııı ııı ıııı ıııııı ıı ııı ıııı ııııı ıı ııı ıııı ıı ıııııı ııı ıııı ıııııı ıı ııı ıııı ııııı ıı ııı ıııı ıı ıııııı ııı ıııı ıııııı ıı ııı ıııı ııııı ıı ııı ıııı ıı ıııııı ııı ıııı ıııııı ıı ııı ıııı ııııı ıı ııı ıııı ıı ıııııı ııı ıııı ıııııı ıı ııı ıııı ııııı ıı ııı ıııı ıı ıııııı ııı ıııı ıııııı ıı ııı ıııı ııııı ıı ııı ıııı ıı ıııııı ııı ıııı ıııııı ıı ııı ıııı ııııı ıı ııı ıııı ıı ıııııı ııı ıııı ıııııı ıı ııı ıııı ııııı ıı ııı ıııı ıı ıııııı ııı ıııı ıııııı ıı ııı ıııı ııııı ıı ııı ıııı ıı ıııııı ııı ıııı ıııııı ıı ııı ıııı ııııı ıı ııı ıııı ıı ıııııı ııı ıııı ıııııı ıı ııı ıııı ııııı ıı ııı ıııı ıı ıııııı ııı ıııı ıııııı ıı ııı ıııı ııııı ıı ııı ıııı ıı ıııııı ııı ıııı ıııııı ıı ııı ıııı ııııı ıı ııı ıııı ıı ıııııı ııı ıııı ıııııı ıı ııı ıııı ııııı ıı ııı ıııı ıı ıııııı ııı ıııı ıııııı ıı ııı ıııı ııııı ıı ııı ıııı ıı ıııııı ııı ıııı ıııııı ıı ııı ıııı ııııı ıı ııı ıııı ıı ıııııı ııı ıııı ıııııı ıı ııı ıııı ııııı ıı ııı ıııı ıı ıııııı ııı ıııı ıııııı ıı ııı ıııı ııııı ıı <box>377 291 550 2126</box>
body-text-filler: ııı ıııı ıı ıııııı ııı ıııı ıııııı ıı ııı ıııı ııııı ıı ııı ıııı ıı ıııııı ııı ıııı ıııııı ıı ııı ıııı ııııı ıı ııı ıııı ıı ıııııı ııı ıııı ıııııı ıı ııı ıııı ııııı ıı ııı ıııı ıı ıııııı ııı ıııı ıııııı ıı ııı ıııı ııııı ıı ııı ıııı ıı ıııııı ııı ıııı ıııııı ıı ııı ıııı ııııı ıı ııı ıııı ıı ıııııı ııı ıııı ıııııı ıı ııı ıııı ııııı ıı ııı ıııı ıı ıııııı ııı ıııı ıııııı ıı ııı ıııı ııııı ıı ııı ıııı ıı ıııııı ııı ıııı ıııııı ıı ııı ıııı ııııı ıı ııı ıııı ıı ıııııı ııı ıııı ıııııı ıı ııı ıııı ııııı ıı ııı ıııı ıı ıııııı ııı ıııı ıııııı ıı ııı ıııı ııııı ıı ııı ıııı ıı ıııııı ııı ıııı ıııııı ıı ııı ıııı ııııı ıı ııı ıııı ıı ıııııı ııı ıııı ıııııı ıı ııı ıııı ııııı ıı ııı ıııı ıı ıııııı ııı ıııı ıııııı ıı ııı ıııı ııııı ıı ııı ıııı ıı ıııııı ııı ıııı ıııııı ıı ııı ıııı ııııı ıı ııı ıııı ıı ıııııı ııı ıııı ıııııı ıı ııı ıııı ııııı ıı ııı ıııı ıı ıııııı ııı ıııı ıııııı ıı ııı ıııı ııııı ıı ııı ıııı ıı ıııııı ııı ıııı ıııııı ıı ııı ıııı ııııı ıı ııı ıııı ıı ıııııı ııı ıııı ıııııı ıı ııı ıııı ııııı ıı ııı ıııı ıı ıııııı ııı ıııı ıııııı ıı ııı ıııı ııııı ıı ııı ıııı ıı ıııııı ııı ıııı ıııııı ıı ııı ıııı ııııı ıı ııı ıııı ıı ıııııı ııı ıııı ıııııı ıı ııı ıııı ııııı ıı ııı ıııı ıı ıııııı ııı ıııı ıııııı ıı ııı ıııı ııııı ıı ııı ıııı ıı ıııııı ııı ıııı ıııııı ıı ııı ıııı ııııı ıı ııı ıııı ıı ıııııı ııı ıııı ıııııı ıı ııı ıııı ııııı ıı ııı ıııı ıı ıııııı ııı ıııı ıııııı ıı ııı ıııı ııııı ıı ııı ıııı ıı ıııııı ııı ıııı ıııııı ıı ııı ıııı ııııı ıı ııı ıııı ıı ıııııı ııı ıııı ıııııı ıı ııı ıııı ııııı ıı ııı ıııı ıı ıııııı ııı ıııı ıııııı ıı ııı ıııı ııııı ıı ııı ıııı ıı ıııııı ııı ıııı ıııııı ıı ııı ıııı ııııı ıı ııı ıııı ıı ıııııı ııı ıııı ıııııı ıı ııı ıııı ııııı ıı ııı ıııı ıı ıııııı ııı ıııı ıııııı ıı ııı ıııı ııııı ıı ııı ıııı ıı ıııııı ııı ıııı ıııııı ıı ııı ıııı ııııı ıı ııı ıııı ıı ıııııı ııı ıııı ıııııı ıı ııı ıııı ııııı ıı ııı ıııı ıı ıııııı ııı ıııı ıııııı ıı ııı ıııı ııııı ıı ııı ıııı ıı ıııııı ııı ıııı ıııııı ıı ııı ıııı ııııı ıı ııı ıııı ıı ıııııı ııı ıııı ıııııı ıı ııı ıııı ııııı ıı ııı ıııı ıı ıııııı ııı ıııı ıııııı ıı ııı ıııı ııııı ıı ııı ıııı ıı ıııııı ııı ıııı ıııııı ıı ııı ıııı ııııı ıı ııı ıııı ıı ıııııı ııı ıııı ıııııı ıı ııı ıııı ııııı ıı ııı ıııı ıı ıııııı ııı ıııı ıııııı ıı ııı ıııı ııııı ıı ııı ıııı ıı ıııııı ııı ıııı ıııııı ıı ııı ıııı ııııı ıı ııı ıııı ıı ıııııı ııı ıııı ıııııı ıı ııı ıııı ııııı ıı ııı ıııı ıı ıııııı ııı ıııı ıııııı ıı ııı ıııı ııııı ıı ııı ıııı ıı ıııııı ııı ıııı ıııııı ıı ııı ıııı ııııı ıı ııı ıııı ıı ıııııı ııı ıııı ıııııı ıı ııı ıııı ııııı ıı ııı ıııı ıı ıııııı ııı ıııı ıııııı ıı ııı ıııı ııııı ıı ııı ıııı ıı ıııııı ııı ıııı ıııııı ıı ııı ıııı ııııı ıı ııı ıııı ıı ıııııı ııı ıııı ıııııı ıı ııı ıııı ııııı ıı ııı ıııı ıı ıııııı ııı ıııı ıııııı ıı ııı ıııı ııııı ıı ııı ıııı ıı ıııııı ııı ıııı ıııııı ıı ııı ıııı ııııı ıı ııı ıııı ıı ıııııı ııı ıııı ıııııı ıı ııı ıııı ııııı ıı ııı ıııı ıı ıııııı ııı ıııı ıııııı ıı ııı ıııı ııııı ıı ııı ıııı ıı ıııııı ııı ıııı ıııııı ıı ııı ıııı ııııı ıı ııı ıııı ıı ıııııı ııı ıııı ıııııı ıı ııı ıııı ııııı ıı ııı ıııı ıı ıııııı ııı ıııı ıııııı ıı ııı ıııı ııııı ıı ııı ıııı ıı ıııııı ııı ıııı ıııııı ıı ııı ıııı ııııı ıı ııı ıııı ıı ıııııı ııı ıııı ıııııı ıı ııı ıııı ııııı ıı ııı ıııı ıı ıııııı ııı ıııı ıııııı ıı ııı ıııı ııııı ıı ııı ıııı ıı ıııııı ııı ıııı ıııııı ıı ııı ıııı ııııı ıı ııı ıııı ıı ıııııı ııı ıııı ıııııı ıı ııı ıııı ııııı ıı ııı ıııı ıı ıııııı ııı ıııı ıııııı ıı ııı ıııı ııııı ıı ııı ıııı ıı ıııııı ııı ıııı ıııııı ıı ııı ıııı ııııı ıı ııı ıııı ıı ıııııı ııı ıııı ıııııı ıı ııı ıııı ııııı ıı ııı ıııı ıı ıııııı ııı ıııı ıııııı ıı ııı ıııı ııııı ıı ııı ıııı ıı ıııııı ııı ıııı ıııııı ıı ııı ıııı ııııı ıı ııı ıııı ıı ıııııı ııı ıııı ıııııı ıı ııı ıııı ııııı ıı ııı ıııı ıı ıııııı ııı ıııı ıııııı ıı ııı ıııı ııııı ıı ııı ıııı ıı ıııııı ııı ıııı ıııııı ıı ııı ıııı ııııı ıı ııı ıııı ıı ıııııı ııı ıııı ıııııı ıı ııı ıııı ııııı ıı ııı ıııı ıı ıııııı ııı ıııı ıııııı ıı ııı ıııı ııııı ıı ııı ıııı ıı ıııııı ııı ıııı ıııııı ıı ııı ıııı ııııı ıı ııı ıııı ıı ıııııı ııı ıııı ıııııı ıı ııı ıııı ııııı ıı ııı ıııı ıı ıııııı ııı ıııı ıııııı ıı ııı ıııı ııııı ıı ııı ıııı ıı ıııııı ııı ıııı ıııııı ıı ııı ıııı ııııı ıı ııı ıııı ıı ıııııı ııı ıııı ıııııı ıı ııı ıııı ııııı ıı ııı ıııı ıı ıııııı ııı ıııı ıııııı ıı ııı ıııı ııııı ıı ııı ıııı ıı ıııııı ııı ıııı ıııııı ıı ııı ıııı ııııı ıı ııı ıııı ıı ıııııı ııı ıııı ıııııı ıı ııı ıııı ııııı ıı ııı ıııı ıı ıııııı ııı ıııı ıııııı ıı ııı ıııı ııııı ıı ııı ıııı ıı ıııııı ııı ıııı ıııııı ıı ııı ıııı ııııı ıı ııı ıııı ıı ıııııı ııı ıııı ıııııı ıı ııı ıııı ııııı ıı ııı ıııı ıı ıııııı ııı ıııı ıııııı ıı ııı ıııı ııııı ıı ııı ıııı ıı ıııııı ııı ıııı ıııııı ıı ııı ıııı ııııı ıı ııı ıııı ıı ıııııı ııı ıııı ıııııı ıı ııı ıııı ııııı ıı ııı ıııı ıı ıııııı ııı ıııı ıııııı ıı ııı ıııı ııııı ıı ııı ıııı ıı ıııııı ııı ıııı ıııııı ıı ııı ıııı ııııı ıı ııı ıııı ıı ıııııı ııı ıııı ıııııı ıı ııı ıııı ııııı ıı ııı ıııı ıı ıııııı ııı ıııı ıııııı ıı ııı ıııı ııııı ıı ııı ıııı ıı ıııııı ııı ıııı ıııııı ıı ııı ıııı ııııı ıı ııı ıııı ıı ıııııı ııı ıııı ıııııı ıı ııı ıııı ııııı ıı ııı ıııı ıı ıııııı ııı ıııı ıııııı ıı ııı ıııı ııııı ıı ııı ıııı ıı ıııııı ııı ıııı ıııııı ıı ııı ıııı ııııı ıı ııı ıııı ıı ıııııı ııı ıııı ıııııı ıı ııı ıııı ııııı ıı ııı ıııı ıı ıııııı ııı ıııı ıııııı ıı ııı ıııı ııııı ıı ııı ıııı ıı ıııııı ııı ıııı ıııııı ıı ııı ıııı ııııı ıı ııı ıııı ıı ıııııı ııı ıııı ıııııı ıı ııı ıııı ııııı ıı ııı ıııı ıı ıııııı ııı ıııı ıııııı ıı ııı ıııı ııııı ıı ııı ıııı ıı ıııııı ııı ıııı ıııııı ıı ııı ıııı ııııı ıı ııı ıııı ıı ıııııı ııı ıııı ıııııı ıı ııı ıııı ııııı ıı ııı ıııı ıı ıııııı ııı ıııı ıııııı ıı ııı ıııı ııııı ıı ııı ıııı ıı ıııııı ııı ıııı ıııııı ıı ııı ıııı ııııı ıı ııı ıııı ıı ıııııı ııı ıııı ıııııı ıı ııı ıııı ııııı ıı ııı ıııı ıı ıııııı ııı ıııı ıııııı ıı ııı ıııı ııııı ıı ııı ıııı ıı ıııııı ııı ıııı ıııııı ıı ııı ıııı ııııı ıı ııı ıııı ıı ıııııı ııı ıııı ıııııı ıı ııı ıııı ııııı ıı ııı ıııı ıı ıııııı ııı ıııı ıııııı ıı ııı ıııı ııııı ıı ııı ıııı ıı ıııııı ııı ıııı ıııııı ıı ııı ıııı ııııı ıı ııı ıııı ıı ıııııı ııı ıııı ıııııı ıı ııı ıııı ııııı ıı ııı ıııı ıı ıııııı ııı ıııı ıııııı ıı ııı ıııı ııııı ıı ııı ıııı ıı ıııııı ııı ıııı ıııııı ıı ııı ıııı ııııı ıı ııı ıııı ıı ıııııı ııı ıııı ıııııı ıı ııı ıııı ııııı ıı ııı ıııı ıı ıııııı ııı ıııı ıııııı ıı ııı ıııı ııııı ıı ııı ıııı ıı ıııııı ııı ıııı ıııııı ıı ııı ıııı ııııı ıı ııı ıııı ıı ıııııı ııı ıııı ıııııı ıı ııı ıııı ııııı ıı ııı ıııı ıı ıııııı ııı ıııı ıııııı ıı ııı ıııı ııııı ıı ııı ıııı ıı ıııııı ııı ıııı ıııııı ıı ııı ıııı ııııı ıı ııı ıııı ıı ıııııı ııı ıııı ıııııı ıı ııı ıııı ııııı ıı ııı ıııı ıı ıııııı ııı ıııı ıııııı ıı ııı ıııı ııııı ıı ııı ıııı ıı ıııııı ııı ıııı ıııııı ıı ııı ıııı ııııı ıı ııı ıııı ıı ıııııı ııı ıııı ıııııı ıı ııı ıııı ııııı ıı ııı ıııı ıı ıııııı ııı ıııı ıııııı ıı ııı ıııı ııııı ıı ııı ıııı ıı ıııııı ııı ıııı ıııııı ıı ııı ıııı ııııı ıı ııı ıııı ıı ıııııı ııı ıııı ıııııı ıı ııı ıııı ııııı ıı ııı ıııı ıı ıııııı ııı ıııı ıııııı ıı ııı ıııı ııııı ıı ııı ıııı ıı ıııııı ııı ıııı ıııııı ıı ııı ıııı ııııı ıı ııı ıııı ıı ıııııı ııı ıııı ıııııı ıı ııı ıııı ııııı ıı ııı ıııı ıı ıııııı ııı ıııı ıııııı ıı ııı ıııı ııııı ıı ııı ıııı ıı ıııııı ııı ıııı ıııııı ıı ııı ıııı ııııı ıı ııı ıııı ıı ıııııı ııı ıııı ıııııı ıı ııı ıııı ııııı ıı ııı ıııı ıı ıııııı ııı ıııı ıııııı ıı ııı ıııı ııııı ıı ııı ıııı ıı ıııııı ııı ıııı ıııııı ıı ııı ıııı ııııı ıı ııı ıııı ıı ıııııı ııı ıııı ıııııı ıı ııı ıııı ııııı ıı ııı ıııı ıı ıııııı ııı ıııı ıııııı ıı ııı ıııı ııııı ıı ııı ıııı ıı ıııııı ııı ıııı ıııııı ıı ııı ıııı ııııı ıı ııı ıııı ıı ıııııı ııı ıııı ıııııı ıı ııı ıııı ııııı ıı ııı ıııı ıı ıııııı ııı ıııı ıııııı ıı ııı ıııı ııııı ıı ııı ıııı ıı ıııııı ııı ıııı ıııııı ıı ııı ıııı ııııı ıı ııı ıııı ıı ıııııı ııı ıııı ıııııı ıı ııı ıııı ııııı ıı ııı ıııı ıı ıııııı ııı ıııı ıııııı ıı ııı ıııı ııııı ıı ııı ıııı ıı ıııııı ııı ıııı ıııııı ıı ııı ıııı ııııı ıı ııı ıııı ıı ıııııı ııı ıııı ıııııı ıı ııı ıııı ııııı ıı ııı ıııı ıı ıııııı ııı ıııı ıııııı ıı ııı ıııı ııııı ıı ııı ıııı ıı ıııııı ııı ıııı ıııııı ıı ııı ıııı ııııı ıı ııı ıııı ıı ıııııı ııı ıııı ıııııı ıı ııı ıııı ııııı ıı ııı ıııı ıı ıııııı ııı ıııı ıııııı ıı ııı ıııı ııııı ıı ııı ıııı ıı ıııııı ııı ıııı ıııııı ıı ııı ıııı ııııı ıı ııı ıııı ıı ıııııı ııı ıııı ıııııı ıı ııı ıııı ııııı ıı ııı ıııı ıı ıııııı ııı ıııı ıııııı ıı ııı ıııı ııııı ıı ııı ıııı ıı ıııııı ııı ıııı ıııııı ıı ııı ıııı ııııı ıı ııı ıııı ıı ıııııı ııı ıııı ıııııı ıı ııı ıııı ııııı ıı ııı ıııı ıı ıııııı ııı ıııı ıııııı ıı ııı ıııı ııııı ıı ııı ıııı ıı ıııııı ııı ıııı ıııııı ıı ııı ıııı ııııı ıı ııı ıııı ıı ıııııı ııı ıııı ıııııı ıı ııı ıııı ııııı ıı ııı ıııı ıı ıııııı ııı ıııı ıııııı ıı ııı ıııı ııııı ıı ııı ıııı ıı ıııııı ııı ıııı ıııııı ıı ııı ıııı ııııı ıı ııı ıııı ıı ıııııı ııı ıııı ıııııı ıı ııı ıııı ııııı ıı ııı ıııı ıı ıııııı ııı ıııı ıııııı ıı ııı ıııı ııııı ıı ııı ıııı ıı ıııııı ııı ıııı ıııııı ıı ııı ıııı ııııı ıı ııı ıııı ıı ıııııı ııı ıııı ıııııı ıı ııı ıııı ııııı ıı ııı ıııı ıı ıııııı ııı ıııı ıııııı ıı ııı ıııı ııııı ıı ııı ıııı ıı ıııııı ııı ıııı ıııııı ıı ııı ıııı ııııı ıı ııı ıııı ıı ıııııı ııı ıııı ıııııı ıı ııı ıııı ııııı ıı ııı ıııı ıı ıııııı ııı ıııı ıııııı ıı ııı ıııı ııııı ıı ııı ıııı ıı ıııııı ııı ıııı ıııııı ıı ııı ıııı ııııı ıı ııı ıııı ıı ıııııı ııı ıııı ıııııı ıı ııı ıııı ııııı ıı ııı ıııı ıı ıııııı ııı ıııı ıııııı ıı ııı ıııı ııııı ıı ııı ıııı ıı ıııııı ııı ıııı ıııııı ıı ııı ıııı ııııı ıı ııı ıııı ıı ıııııı ııı ıııı ıııııı ıı ııı ıııı ııııı ıı ııı ıııı ıı ıııııı ııı ıııı ıııııı ıı ııı ıııı ııııı ıı ııı ıııı ıı ıııııı ııı ıııı ıııııı ıı ııı ıııı ııııı ıı ııı ıııı ıı ıııııı ııı ıııı ıııııı ıı ııı ıııı ııııı ıı ııı ıııı ıı ıııııı ııı ıııı ıııııı ıı ııı ıııı ııııı ıı ııı ıııı ıı ıııııı ııı ıııı ıııııı ıı ııı ıııı ııııı ıı ııı ıııı ıı ıııııı ııı ıııı ıııııı ıı ııı ıııı ııııı ıı ııı ıııı ıı ıııııı ııı ıııı ıııııı ıı ııı ıııı ııııı ıı ııı ıııı ıı ıııııı ııı ıııı ıııııı ıı ııı ıııı ııııı ıı ııı ıııı ıı ıııııı ııı ıııı ıııııı ıı ııı ıııı ııııı ıı ııı ıııı ıı ıııııı ııı ıııı ıııııı ıı ııı ıııı ııııı ıı ııı ıııı ıı ıııııı ııı ıııı ıııııı ıı ııı ıııı ııııı ıı ııı ıııı ıı ıııııı ııı ıııı ıııııı ıı ııı ıııı ııııı ıı ııı ıııı ıı ıııııı ııı ıııı ıııııı ıı ııı ıııı ııııı ıı ııı ıııı ıı ıııııı ııı ıııı ıııııı ıı ııı ıııı ııııı ıı ııı ıııı ıı ıııııı ııı ıııı ıııııı ıı ııı ıııı ııııı ıı ııı ıııı ıı ıııııı ııı ıııı ıııııı ıı ııı ıııı ııııı ıı ııı ıııı ıı ıııııı ııı ıııı ıııııı ıı ııı ıııı ııııı ıı ııı ıııı ıı ıııııı ııı ıııı ıııııı ıı ııı ıııı ııııı ıı ııı ıııı ıı ıııııı ııı ıııı ıııııı ıı ııı ıııı ııııı ıı ııı ıııı ıı ıııııı ııı ıııı ıııııı ıı ııı ıııı ııııı ıı ııı ıııı ıı ıııııı ııı ıııı ıııııı ıı ııı ıııı ııııı ıı ııı ıııı ıı ıııııı ııı ıııı ıııııı ıı ııı ıııı ııııı ıı ııı ıııı ıı ıııııı ııı ıııı ıııııı ıı ııı ıııı ııııı ıı ııı ıııı ıı ıııııı ııı ıııı ıııııı ıı ııı ıııı ııııı ıı ııı ıııı ıı ıııııı ııı ıııı ıııııı ıı ııı ıııı ııııı ıı ııı ıııı ıı ıııııı ııı ıııı ıııııı ıı ııı ıııı ııııı ıı ııı ıııı ıı ıııııı ııı ıııı ıııııı ıı ııı ıııı ııııı ıı ııı ıııı ıı ıııııı ııı ıııı ıııııı ıı ııı ıııı ııııı ıı ııı ıııı ıı ıııııı ııı ıııı ıııııı ıı ııı ıııı ııııı ıı ııı ıııı ıı ıııııı ııı ıııı ıııııı ıı ııı ıııı ııııı ıı ııı ıııı ıı ıııııı ııı ıııı ıııııı ıı ııı ıııı ııııı ıı ııı ıııı ıı ıııııı ııı ıııı ıııııı ıı ııı ıııı ııııı ıı <box>15 348 188 2183</box>
body-text-filler: ııı ıııı ıı ıııııı ııı ıııı ıııııı ıı ııı ıııı ııııı ıı ııı ıııı ıı ıııııı ııı ıııı ıııııı ıı ııı ıııı ııııı ıı ııı ıııı ıı ıııııı ııı ıııı ıııııı ıı ııı ıııı ııııı ıı ııı ıııı ıı ıııııı ııı ıııı ıııııı ıı ııı ıııı ııııı ıı ııı ıııı ıı ıııııı ııı ıııı ıııııı ıı ııı ıııı ııııı ıı ııı ıııı ıı ıııııı ııı ıııı ıııııı ıı ııı ıııı ııııı ıı ııı ıııı ıı ıııııı ııı ıııı ıııııı ıı ııı ıııı ııııı ıı ııı ıııı ıı ıııııı ııı ıııı ıııııı ıı ııı ıııı ııııı ıı ııı ıııı ıı ıııııı ııı ıııı ıııııı ıı ııı ıııı ııııı ıı ııı ıııı ıı ıııııı ııı ıııı ıııııı ıı ııı ıııı ııııı ıı <box>734 236 907 328</box>
column-1 <box>15 47 188 2183</box>
subhead-america: AMERICA. <box>792 705 849 715</box>
ad-headline: DEAFNESS AND SINGING IN THE EARS INSTANTLY CURED WITHOUT PAIN OR OPERATION. <box>918 234 1080 277</box>
divider <box>930 419 1069 420</box>
body-text-filler: ııı ıııı ıı ıııııı ııı ıııı ıııııı ıı ııı ıııı ııııı ıı ııı ıııı ıı ıııııı ııı ıııı ıııııı ıı ııı ıııı ııııı ıı ııı ıııı ıı ıııııı ııı ıııı ıııııı ıı ııı ıııı ııııı ıı ııı ıııı ıı ıııııı ııı ıııı ıııııı ıı ııı ıııı ııııı ıı ııı ıııı ıı ıııııı ııı ıııı ıııııı ıı ııı ıııı ııııı ıı ııı ıııı ıı ıııııı ııı ıııı ıııııı ıı ııı ıııı ııııı ıı ııı ıııı ıı ıııııı ııı ıııı ıııııı ıı ııı ıııı ııııı ıı ııı ıııı ıı ıııııı ııı ıııı ıııııı ıı ııı ıııı ııııı ıı ııı ıııı ıı ıııııı ııı ıııı ıııııı ıı ııı ıııı ııııı ıı ııı ıııı ıı ıııııı ııı ıııı ıııııı ıı ııı ıııı ııııı ıı <box>734 392 907 484</box>
